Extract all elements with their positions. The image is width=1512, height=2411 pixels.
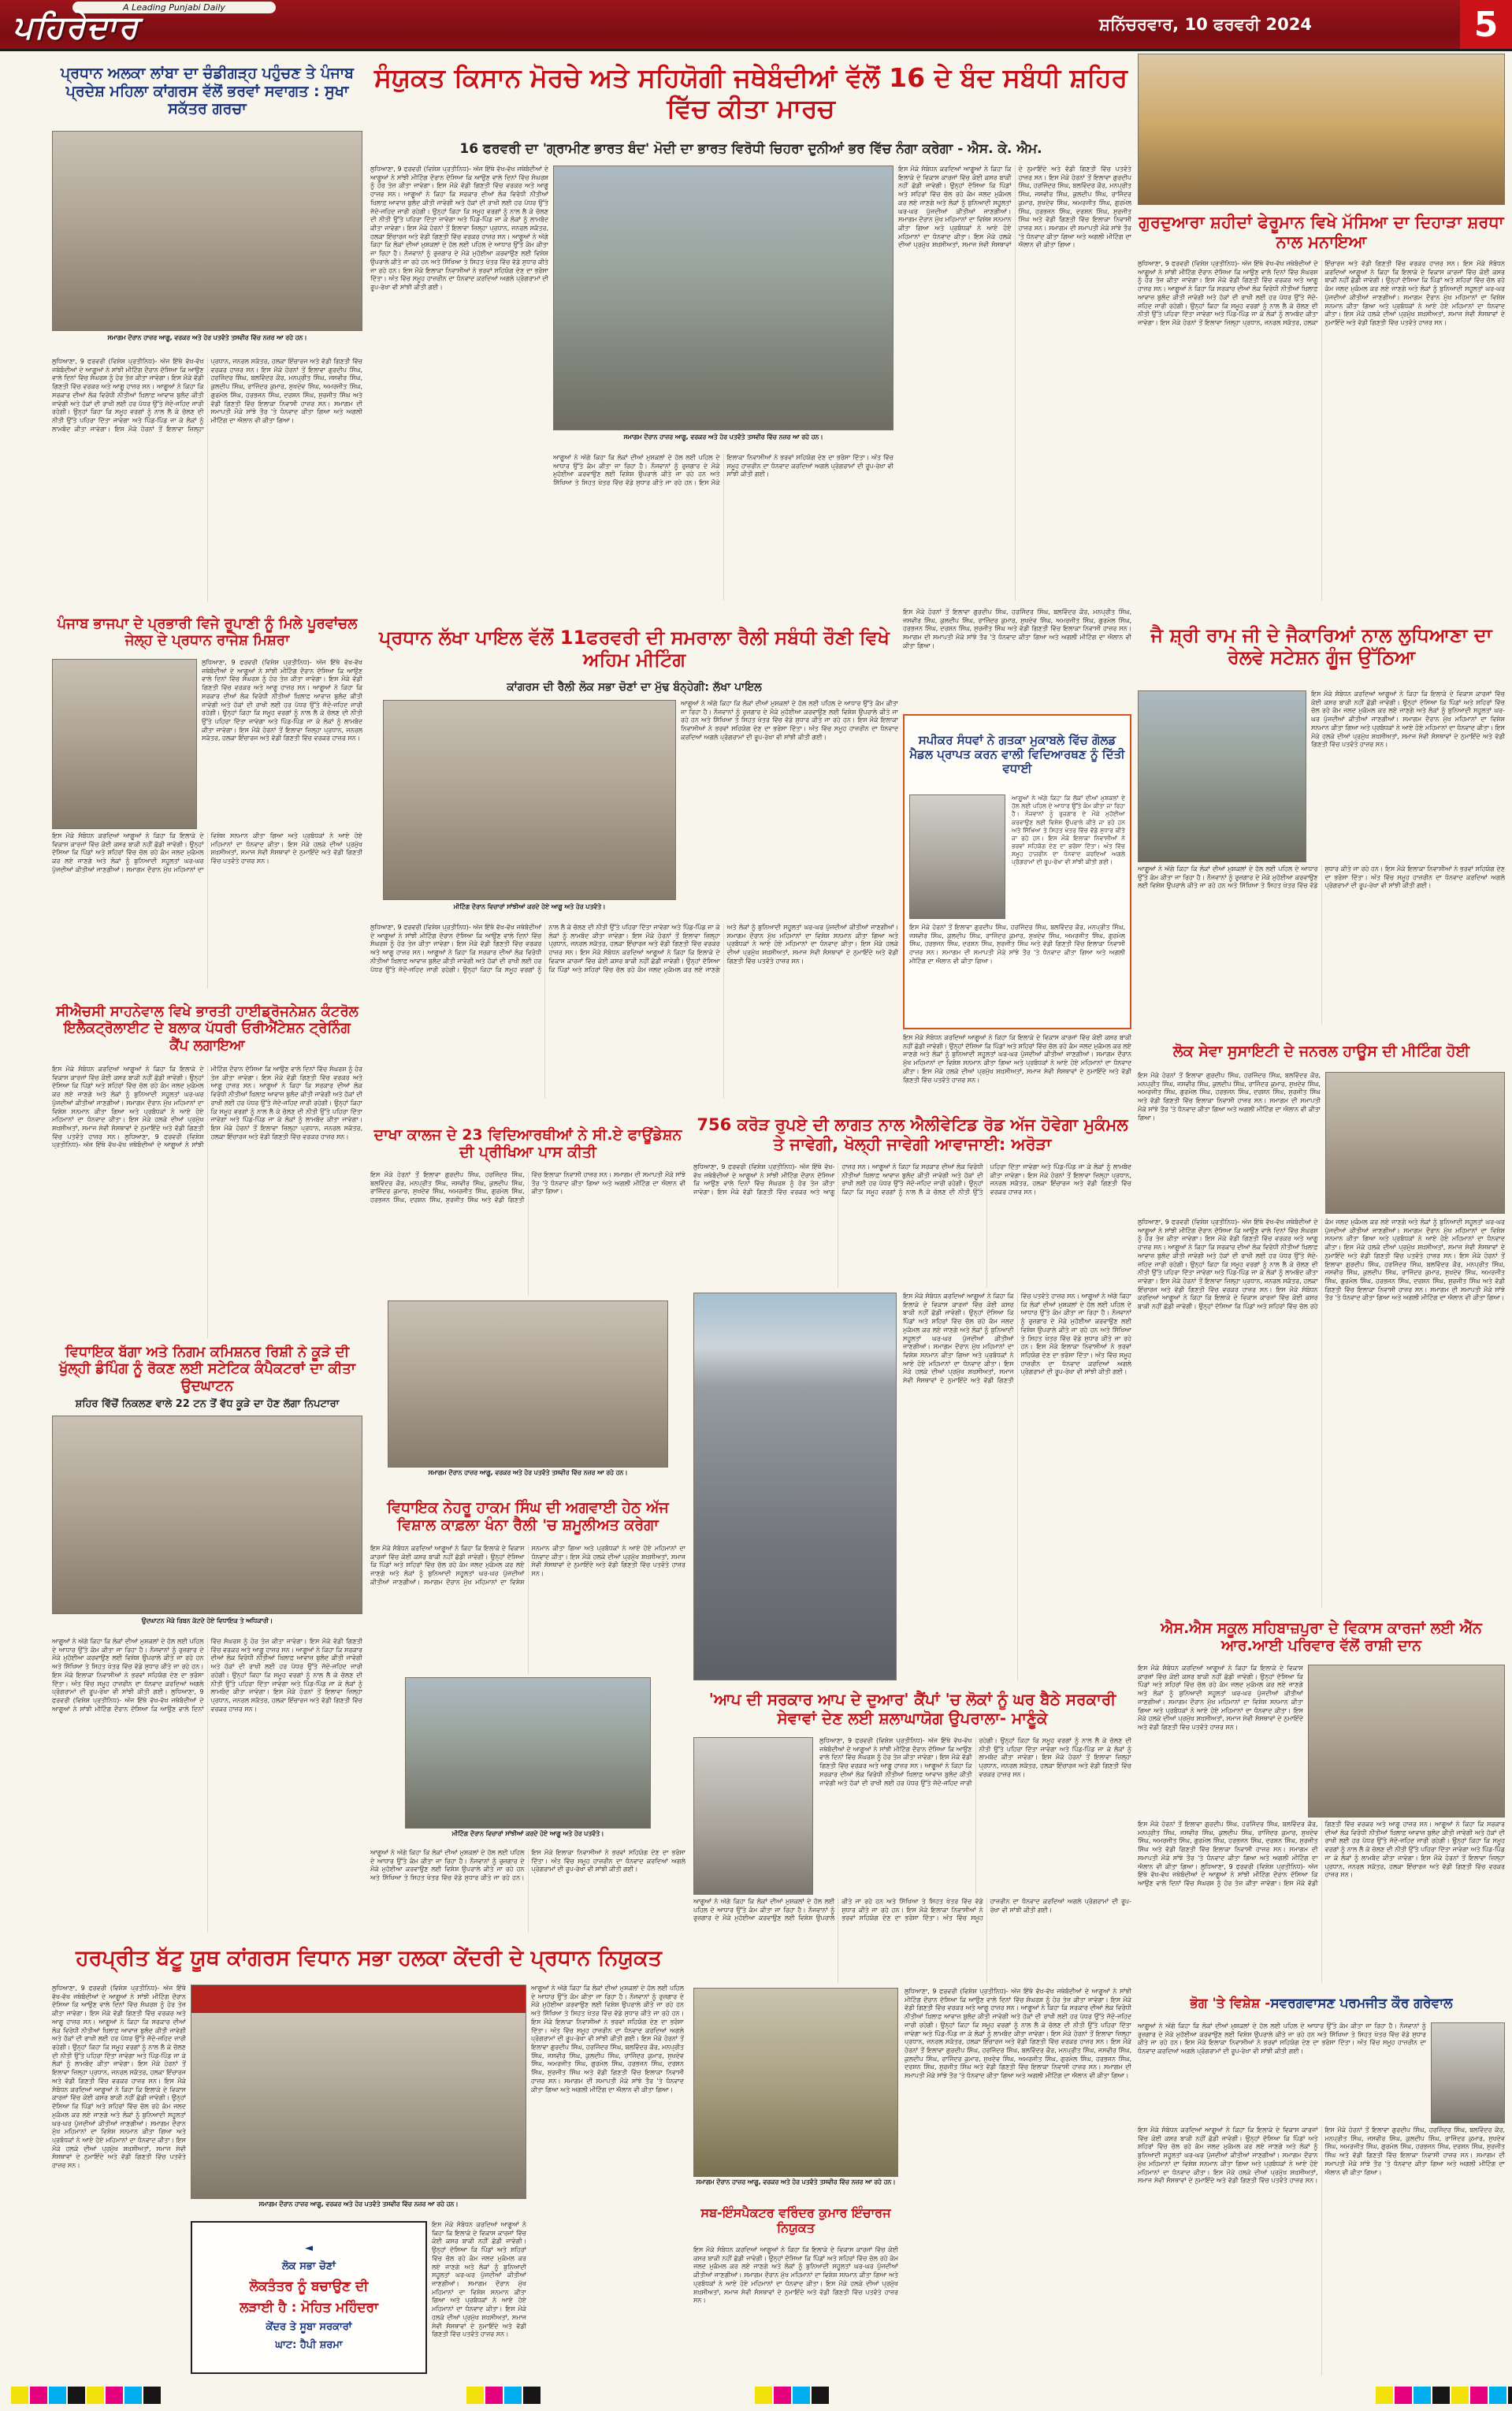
- news-photo: [909, 794, 1005, 919]
- news-photo: [553, 166, 893, 430]
- article-body: [370, 1171, 685, 1296]
- headline: ਦਾਖਾ ਕਾਲਜ ਦੇ 23 ਵਿਦਿਆਰਥੀਆਂ ਨੇ ਸੀ.ਏ ਫਾਊਂਡੇਸ਼ਨ ਦੀ ਪ੍ਰੀਖਿਆ ਪਾਸ ਕੀਤੀ: [373, 1126, 682, 1161]
- statement-line: ਲੜਾਈ ਹੈ : ਮੋਹਿਤ ਮਹਿੰਦਰਾ: [240, 2300, 378, 2316]
- article-body: [1138, 260, 1505, 601]
- body-text: ਇਸ ਮੌਕੇ ਸੰਬੋਧਨ ਕਰਦਿਆਂ ਆਗੂਆਂ ਨੇ ਕਿਹਾ ਕਿ ਇਲਾਕੇ ਦੇ ਵਿਕਾਸ ਕਾਰਜਾਂ ਵਿੱਚ ਕੋਈ ਕਸਰ ਬਾਕੀ ਨਹੀਂ ਛੱਡੀ ਜਾਵੇਗੀ। ਉਨ੍ਹਾਂ ਦੱਸਿਆ ਕਿ ਪਿੰਡਾਂ ਅਤੇ ਸ਼ਹਿਰਾਂ ਵਿੱਚ ਚੱਲ ਰਹੇ ਕੰਮ ਜਲਦ ਮੁਕੰਮਲ ਕਰ ਲਏ ਜਾਣਗੇ ਅਤੇ ਲੋਕਾਂ ਨੂੰ ਬੁਨਿਆਦੀ ਸਹੂਲਤਾਂ ਘਰ-ਘਰ ਪੁੱਜਦੀਆਂ ਕੀਤੀਆਂ ਜਾਣਗੀਆਂ। ਸਮਾਗਮ ਦੌਰਾਨ ਮੁੱਖ ਮਹਿਮਾਨਾਂ ਦਾ ਵਿਸ਼ੇਸ਼ ਸਨਮਾਨ ਕੀਤਾ ਗਿਆ ਅਤੇ ਪ੍ਰਬੰਧਕਾਂ ਨੇ ਆਏ ਹੋਏ ਮਹਿਮਾਨਾਂ ਦਾ ਧੰਨਵਾਦ ਕੀਤਾ। ਇਸ ਮੌਕੇ ਹਲਕੇ ਦੀਆਂ ਪ੍ਰਮੁੱਖ ਸ਼ਖ਼ਸੀਅਤਾਂ, ਸਮਾਜ ਸੇਵੀ ਸੰਸਥਾਵਾਂ ਦੇ ਨੁਮਾਇੰਦੇ ਅਤੇ ਵੱਡੀ ਗਿਣਤੀ ਵਿੱਚ ਪਤਵੰਤੇ ਹਾਜ਼ਰ ਸਨ।: [1138, 1219, 1505, 1311]
- article-body: [1138, 865, 1505, 1025]
- headline: ਵਿਧਾਇਕ ਨੇਹਰੂ ਹਾਕਮ ਸਿੰਘ ਦੀ ਅਗਵਾਈ ਹੇਠ ਅੱਜ ਵਿਸ਼ਾਲ ਕਾਫ਼ਲਾ ਖੰਨਾ ਰੈਲੀ 'ਚ ਸ਼ਮੂਲੀਅਤ ਕਰੇਗਾ: [387, 1498, 669, 1534]
- article-body: [903, 608, 1131, 709]
- body-text: ਇਸ ਮੌਕੇ ਹੋਰਨਾਂ ਤੋਂ ਇਲਾਵਾ ਗੁਰਦੀਪ ਸਿੰਘ, ਹਰਜਿੰਦਰ ਸਿੰਘ, ਬਲਵਿੰਦਰ ਕੌਰ, ਮਨਪ੍ਰੀਤ ਸਿੰਘ, ਜਸਵੀਰ ਸਿੰਘ, ਕੁਲਦੀਪ ਸਿੰਘ, ਰਾਜਿੰਦਰ ਕੁਮਾਰ, ਸੁਖਦੇਵ ਸਿੰਘ, ਅਮਰਜੀਤ ਸਿੰਘ, ਗੁਰਮੇਲ ਸਿੰਘ, ਹਰਭਜਨ ਸਿੰਘ, ਦਰਸ਼ਨ ਸਿੰਘ, ਸੁਰਜੀਤ ਸਿੰਘ ਅਤੇ ਵੱਡੀ ਗਿਣਤੀ ਵਿੱਚ ਇਲਾਕਾ ਨਿਵਾਸੀ ਹਾਜ਼ਰ ਸਨ। ਸਮਾਗਮ ਦੀ ਸਮਾਪਤੀ ਮੌਕੇ ਸਾਂਝੇ ਤੌਰ 'ਤੇ ਧੰਨਵਾਦ ਕੀਤਾ ਗਿਆ ਅਤੇ ਅਗਲੀ ਮੀਟਿੰਗ ਦਾ ਐਲਾਨ ਵੀ ਕੀਤਾ ਗਿਆ।: [1138, 1821, 1318, 1870]
- body-text: ਲੁਧਿਆਣਾ, 9 ਫਰਵਰੀ (ਵਿਸ਼ੇਸ਼ ਪ੍ਰਤੀਨਿਧ)- ਅੱਜ ਇੱਥੇ ਵੱਖ-ਵੱਖ ਜਥੇਬੰਦੀਆਂ ਦੇ ਆਗੂਆਂ ਨੇ ਸਾਂਝੀ ਮੀਟਿੰਗ ਦੌਰਾਨ ਦੱਸਿਆ ਕਿ ਆਉਣ ਵਾਲੇ ਦਿਨਾਂ ਵਿੱਚ ਸੰਘਰਸ਼ ਨੂੰ ਹੋਰ ਤੇਜ਼ ਕੀਤਾ ਜਾਵੇਗਾ। ਇਸ ਮੌਕੇ ਵੱਡੀ ਗਿਣਤੀ ਵਿੱਚ ਵਰਕਰ ਅਤੇ ਆਗੂ ਹਾਜ਼ਰ ਸਨ। ਆਗੂਆਂ ਨੇ ਕਿਹਾ ਕਿ ਸਰਕਾਰ ਦੀਆਂ ਲੋਕ ਵਿਰੋਧੀ ਨੀਤੀਆਂ ਖ਼ਿਲਾਫ਼ ਆਵਾਜ਼ ਬੁਲੰਦ ਕੀਤੀ ਜਾਵੇਗੀ ਅਤੇ ਹੱਕਾਂ ਦੀ ਰਾਖੀ ਲਈ ਹਰ ਪੱਧਰ ਉੱਤੇ ਜੱਦੋ-ਜਹਿਦ ਜਾਰੀ ਰਹੇਗੀ। ਉਨ੍ਹਾਂ ਕਿਹਾ ਕਿ ਸਮੂਹ ਵਰਗਾਂ ਨੂੰ ਨਾਲ ਲੈ ਕੇ ਚੱਲਣ ਦੀ ਨੀਤੀ ਉੱਤੇ ਪਹਿਰਾ ਦਿੱਤਾ ਜਾਵੇਗਾ ਅਤੇ ਪਿੰਡ-ਪਿੰਡ ਜਾ ਕੇ ਲੋਕਾਂ ਨੂੰ ਲਾਮਬੰਦ ਕੀਤਾ ਜਾਵੇਗਾ। ਇਸ ਮੌਕੇ ਹੋਰਨਾਂ ਤੋਂ ਇਲਾਵਾ ਜ਼ਿਲ੍ਹਾ ਪ੍ਰਧਾਨ, ਜਨਰਲ ਸਕੱਤਰ, ਹਲਕਾ ਇੰਚਾਰਜ ਅਤੇ ਵੱਡੀ ਗਿਣਤੀ ਵਿੱਚ ਵਰਕਰ ਹਾਜ਼ਰ ਸਨ।: [1138, 260, 1460, 327]
- news-photo: [52, 131, 362, 331]
- body-text: ਲੁਧਿਆਣਾ, 9 ਫਰਵਰੀ (ਵਿਸ਼ੇਸ਼ ਪ੍ਰਤੀਨਿਧ)- ਅੱਜ ਇੱਥੇ ਵੱਖ-ਵੱਖ ਜਥੇਬੰਦੀਆਂ ਦੇ ਆਗੂਆਂ ਨੇ ਸਾਂਝੀ ਮੀਟਿੰਗ ਦੌਰਾਨ ਦੱਸਿਆ ਕਿ ਆਉਣ ਵਾਲੇ ਦਿਨਾਂ ਵਿੱਚ ਸੰਘਰਸ਼ ਨੂੰ ਹੋਰ ਤੇਜ਼ ਕੀਤਾ ਜਾਵੇਗਾ। ਇਸ ਮੌਕੇ ਵੱਡੀ ਗਿਣਤੀ ਵਿੱਚ ਵਰਕਰ ਅਤੇ ਆਗੂ ਹਾਜ਼ਰ ਸਨ। ਆਗੂਆਂ ਨੇ ਕਿਹਾ ਕਿ ਸਰਕਾਰ ਦੀਆਂ ਲੋਕ ਵਿਰੋਧੀ ਨੀਤੀਆਂ ਖ਼ਿਲਾਫ਼ ਆਵਾਜ਼ ਬੁਲੰਦ ਕੀਤੀ ਜਾਵੇਗੀ ਅਤੇ ਹੱਕਾਂ ਦੀ ਰਾਖੀ ਲਈ ਹਰ ਪੱਧਰ ਉੱਤੇ ਜੱਦੋ-ਜਹਿਦ ਜਾਰੀ ਰਹੇਗੀ। ਉਨ੍ਹਾਂ ਕਿਹਾ ਕਿ ਸਮੂਹ ਵਰਗਾਂ ਨੂੰ ਨਾਲ ਲੈ ਕੇ ਚੱਲਣ ਦੀ ਨੀਤੀ ਉੱਤੇ ਪਹਿਰਾ ਦਿੱਤਾ ਜਾਵੇਗਾ ਅਤੇ ਪਿੰਡ-ਪਿੰਡ ਜਾ ਕੇ ਲੋਕਾਂ ਨੂੰ ਲਾਮਬੰਦ ਕੀਤਾ ਜਾਵੇਗਾ। ਇਸ ਮੌਕੇ ਹੋਰਨਾਂ ਤੋਂ ਇਲਾਵਾ ਜ਼ਿਲ੍ਹਾ ਪ੍ਰਧਾਨ, ਜਨਰਲ ਸਕੱਤਰ, ਹਲਕਾ ਇੰਚਾਰਜ ਅਤੇ ਵੱਡੀ ਗਿਣਤੀ ਵਿੱਚ ਵਰਕਰ ਹਾਜ਼ਰ ਸਨ।: [370, 924, 720, 973]
- body-text: ਇਸ ਮੌਕੇ ਸੰਬੋਧਨ ਕਰਦਿਆਂ ਆਗੂਆਂ ਨੇ ਕਿਹਾ ਕਿ ਇਲਾਕੇ ਦੇ ਵਿਕਾਸ ਕਾਰਜਾਂ ਵਿੱਚ ਕੋਈ ਕਸਰ ਬਾਕੀ ਨਹੀਂ ਛੱਡੀ ਜਾਵੇਗੀ। ਉਨ੍ਹਾਂ ਦੱਸਿਆ ਕਿ ਪਿੰਡਾਂ ਅਤੇ ਸ਼ਹਿਰਾਂ ਵਿੱਚ ਚੱਲ ਰਹੇ ਕੰਮ ਜਲਦ ਮੁਕੰਮਲ ਕਰ ਲਏ ਜਾਣਗੇ ਅਤੇ ਲੋਕਾਂ ਨੂੰ ਬੁਨਿਆਦੀ ਸਹੂਲਤਾਂ ਘਰ-ਘਰ ਪੁੱਜਦੀਆਂ ਕੀਤੀਆਂ ਜਾਣਗੀਆਂ। ਸਮਾਗਮ ਦੌਰਾਨ ਮੁੱਖ ਮਹਿਮਾਨਾਂ ਦਾ ਵਿਸ਼ੇਸ਼ ਸਨਮਾਨ ਕੀਤਾ ਗਿਆ ਅਤੇ ਪ੍ਰਬੰਧਕਾਂ ਨੇ ਆਏ ਹੋਏ ਮਹਿਮਾਨਾਂ ਦਾ ਧੰਨਵਾਦ ਕੀਤਾ। ਇਸ ਮੌਕੇ ਹਲਕੇ ਦੀਆਂ ਪ੍ਰਮੁੱਖ ਸ਼ਖ਼ਸੀਅਤਾਂ, ਸਮਾਜ ਸੇਵੀ ਸੰਸਥਾਵਾਂ ਦੇ ਨੁਮਾਇੰਦੇ ਅਤੇ ਵੱਡੀ ਗਿਣਤੀ ਵਿੱਚ ਪਤਵੰਤੇ ਹਾਜ਼ਰ ਸਨ।: [1138, 2126, 1318, 2185]
- color-swatch: [1395, 2387, 1412, 2404]
- page-number: 5: [1460, 0, 1512, 49]
- headline: ਐਸ.ਐਸ ਸਕੂਲ ਸਹਿਬਾਜ਼ਪੁਰਾ ਦੇ ਵਿਕਾਸ ਕਾਰਜਾਂ ਲਈ ਐੱਨ ਆਰ.ਆਈ ਪਰਿਵਾਰ ਵੱਲੋਂ ਰਾਸ਼ੀ ਦਾਨ: [1161, 1619, 1482, 1654]
- body-text: ਇਸ ਮੌਕੇ ਸੰਬੋਧਨ ਕਰਦਿਆਂ ਆਗੂਆਂ ਨੇ ਕਿਹਾ ਕਿ ਇਲਾਕੇ ਦੇ ਵਿਕਾਸ ਕਾਰਜਾਂ ਵਿੱਚ ਕੋਈ ਕਸਰ ਬਾਕੀ ਨਹੀਂ ਛੱਡੀ ਜਾਵੇਗੀ। ਉਨ੍ਹਾਂ ਦੱਸਿਆ ਕਿ ਪਿੰਡਾਂ ਅਤੇ ਸ਼ਹਿਰਾਂ ਵਿੱਚ ਚੱਲ ਰਹੇ ਕੰਮ ਜਲਦ ਮੁਕੰਮਲ ਕਰ ਲਏ ਜਾਣਗੇ ਅਤੇ ਲੋਕਾਂ ਨੂੰ ਬੁਨਿਆਦੀ ਸਹੂਲਤਾਂ ਘਰ-ਘਰ ਪੁੱਜਦੀਆਂ ਕੀਤੀਆਂ ਜਾਣਗੀਆਂ। ਸਮਾਗਮ ਦੌਰਾਨ ਮੁੱਖ ਮਹਿਮਾਨਾਂ ਦਾ ਵਿਸ਼ੇਸ਼ ਸਨਮਾਨ ਕੀਤਾ ਗਿਆ ਅਤੇ ਪ੍ਰਬੰਧਕਾਂ ਨੇ ਆਏ ਹੋਏ ਮਹਿਮਾਨਾਂ ਦਾ ਧੰਨਵਾਦ ਕੀਤਾ। ਇਸ ਮੌਕੇ ਹਲਕੇ ਦੀਆਂ ਪ੍ਰਮੁੱਖ ਸ਼ਖ਼ਸੀਅਤਾਂ, ਸਮਾਜ ਸੇਵੀ ਸੰਸਥਾਵਾਂ ਦੇ ਨੁਮਾਇੰਦੇ ਅਤੇ ਵੱਡੀ ਗਿਣਤੀ ਵਿੱਚ ਪਤਵੰਤੇ ਹਾਜ਼ਰ ਸਨ।: [903, 1293, 1079, 1385]
- news-photo: [52, 1416, 362, 1614]
- article-body: [52, 1638, 362, 1933]
- photo-caption: ਸਮਾਗਮ ਦੌਰਾਨ ਹਾਜ਼ਰ ਆਗੂ, ਵਰਕਰ ਅਤੇ ਹੋਰ ਪਤਵੰਤੇ ਤਸਵੀਰ ਵਿੱਚ ਨਜ਼ਰ ਆ ਰਹੇ ਹਨ।: [107, 334, 307, 341]
- body-text: ਇਸ ਮੌਕੇ ਹੋਰਨਾਂ ਤੋਂ ਇਲਾਵਾ ਗੁਰਦੀਪ ਸਿੰਘ, ਹਰਜਿੰਦਰ ਸਿੰਘ, ਬਲਵਿੰਦਰ ਕੌਰ, ਮਨਪ੍ਰੀਤ ਸਿੰਘ, ਜਸਵੀਰ ਸਿੰਘ, ਕੁਲਦੀਪ ਸਿੰਘ, ਰਾਜਿੰਦਰ ਕੁਮਾਰ, ਸੁਖਦੇਵ ਸਿੰਘ, ਅਮਰਜੀਤ ਸਿੰਘ, ਗੁਰਮੇਲ ਸਿੰਘ, ਹਰਭਜਨ ਸਿੰਘ, ਦਰਸ਼ਨ ਸਿੰਘ, ਸੁਰਜੀਤ ਸਿੰਘ ਅਤੇ ਵੱਡੀ ਗਿਣਤੀ ਵਿੱਚ ਇਲਾਕਾ ਨਿਵਾਸੀ ਹਾਜ਼ਰ ਸਨ। ਸਮਾਗਮ ਦੀ ਸਮਾਪਤੀ ਮੌਕੇ ਸਾਂਝੇ ਤੌਰ 'ਤੇ ਧੰਨਵਾਦ ਕੀਤਾ ਗਿਆ ਅਤੇ ਅਗਲੀ ਮੀਟਿੰਗ ਦਾ ਐਲਾਨ ਵੀ ਕੀਤਾ ਗਿਆ।: [531, 2035, 684, 2093]
- body-text: ਲੁਧਿਆਣਾ, 9 ਫਰਵਰੀ (ਵਿਸ਼ੇਸ਼ ਪ੍ਰਤੀਨਿਧ)- ਅੱਜ ਇੱਥੇ ਵੱਖ-ਵੱਖ ਜਥੇਬੰਦੀਆਂ ਦੇ ਆਗੂਆਂ ਨੇ ਸਾਂਝੀ ਮੀਟਿੰਗ ਦੌਰਾਨ ਦੱਸਿਆ ਕਿ ਆਉਣ ਵਾਲੇ ਦਿਨਾਂ ਵਿੱਚ ਸੰਘਰਸ਼ ਨੂੰ ਹੋਰ ਤੇਜ਼ ਕੀਤਾ ਜਾਵੇਗਾ। ਇਸ ਮੌਕੇ ਵੱਡੀ ਗਿਣਤੀ ਵਿੱਚ ਵਰਕਰ ਅਤੇ ਆਗੂ ਹਾਜ਼ਰ ਸਨ। ਆਗੂਆਂ ਨੇ ਕਿਹਾ ਕਿ ਸਰਕਾਰ ਦੀਆਂ ਲੋਕ ਵਿਰੋਧੀ ਨੀਤੀਆਂ ਖ਼ਿਲਾਫ਼ ਆਵਾਜ਼ ਬੁਲੰਦ ਕੀਤੀ ਜਾਵੇਗੀ ਅਤੇ ਹੱਕਾਂ ਦੀ ਰਾਖੀ ਲਈ ਹਰ ਪੱਧਰ ਉੱਤੇ ਜੱਦੋ-ਜਹਿਦ ਜਾਰੀ ਰਹੇਗੀ। ਉਨ੍ਹਾਂ ਕਿਹਾ ਕਿ ਸਮੂਹ ਵਰਗਾਂ ਨੂੰ ਨਾਲ ਲੈ ਕੇ ਚੱਲਣ ਦੀ ਨੀਤੀ ਉੱਤੇ ਪਹਿਰਾ ਦਿੱਤਾ ਜਾਵੇਗਾ ਅਤੇ ਪਿੰਡ-ਪਿੰਡ ਜਾ ਕੇ ਲੋਕਾਂ ਨੂੰ ਲਾਮਬੰਦ ਕੀਤਾ ਜਾਵੇਗਾ। ਇਸ ਮੌਕੇ ਹੋਰਨਾਂ ਤੋਂ ਇਲਾਵਾ ਜ਼ਿਲ੍ਹਾ ਪ੍ਰਧਾਨ, ਜਨਰਲ ਸਕੱਤਰ, ਹਲਕਾ ਇੰਚਾਰਜ ਅਤੇ ਵੱਡੀ ਗਿਣਤੀ ਵਿੱਚ ਵਰਕਰ ਹਾਜ਼ਰ ਸਨ।: [1138, 1821, 1505, 1888]
- article-body: [1138, 1821, 1505, 1983]
- article-body: [1012, 794, 1125, 919]
- article-body: [1138, 2022, 1426, 2123]
- photo-caption: ਮੀਟਿੰਗ ਦੌਰਾਨ ਵਿਚਾਰਾਂ ਸਾਂਝੀਆਂ ਕਰਦੇ ਹੋਏ ਆਗੂ ਅਤੇ ਹੋਰ ਪਤਵੰਤੇ।: [453, 903, 606, 910]
- headline: 756 ਕਰੋੜ ਰੁਪਏ ਦੀ ਲਾਗਤ ਨਾਲ ਐਲੀਵੇਟਿਡ ਰੋਡ ਅੱਜ ਹੋਵੇਗਾ ਮੁਕੰਮਲ ਤੇ ਜਾਵੇਗੀ, ਖੋਲ੍ਹੀ ਜਾਵੇਗੀ ਆਵਾਜਾਈ: ਅਰੋੜਾ: [697, 1115, 1128, 1154]
- headline: ਹਰਪ੍ਰੀਤ ਬੱਟੂ ਯੂਥ ਕਾਂਗਰਸ ਵਿਧਾਨ ਸਭਾ ਹਲਕਾ ਕੇਂਦਰੀ ਦੇ ਪ੍ਰਧਾਨ ਨਿਯੁਕਤ: [76, 1946, 662, 1971]
- color-swatch: [1451, 2387, 1469, 2404]
- headline: ਸੰਯੁਕਤ ਕਿਸਾਨ ਮੋਰਚੇ ਅਤੇ ਸਹਿਯੋਗੀ ਜਥੇਬੰਦੀਆਂ ਵੱਲੋਂ 16 ਦੇ ਬੰਦ ਸਬੰਧੀ ਸ਼ਹਿਰ ਵਿੱਚ ਕੀਤਾ ਮਾਰਚ: [374, 62, 1127, 124]
- color-swatch: [755, 2387, 772, 2404]
- headline: 'ਆਪ ਦੀ ਸਰਕਾਰ ਆਪ ਦੇ ਦੁਆਰ' ਕੈਂਪਾਂ 'ਚ ਲੋਕਾਂ ਨੂੰ ਘਰ ਬੈਠੇ ਸਰਕਾਰੀ ਸੇਵਾਵਾਂ ਦੇਣ ਲਈ ਸ਼ਲਾਘਾਯੋਗ ਉਪਰਾਲਾ- ਮਾਣੂੰਕੇ: [708, 1690, 1116, 1728]
- color-swatch: [87, 2387, 104, 2404]
- subheadline: ਸ਼ਹਿਰ ਵਿੱਚੋਂ ਨਿਕਲਣ ਵਾਲੇ 22 ਟਨ ਤੋਂ ਵੱਧ ਕੂੜੇ ਦਾ ਹੋਣ ਲੱਗਾ ਨਿਪਟਾਰਾ: [75, 1397, 340, 1410]
- article-body: [903, 1293, 1131, 1680]
- article-body: [553, 454, 893, 601]
- headline: ਸਬ-ਇੰਸਪੈਕਟਰ ਵਰਿੰਦਰ ਕੁਮਾਰ ਇੰਚਾਰਜ ਨਿਯੁਕਤ: [700, 2205, 891, 2235]
- subheadline: ਕਾਂਗਰਸ ਦੀ ਰੈਲੀ ਲੋਕ ਸਭਾ ਚੋਣਾਂ ਦਾ ਮੁੱਢ ਬੰਨ੍ਹੇਗੀ: ਲੱਖਾ ਪਾਇਲ: [507, 681, 762, 694]
- body-text: ਇਸ ਮੌਕੇ ਸੰਬੋਧਨ ਕਰਦਿਆਂ ਆਗੂਆਂ ਨੇ ਕਿਹਾ ਕਿ ਇਲਾਕੇ ਦੇ ਵਿਕਾਸ ਕਾਰਜਾਂ ਵਿੱਚ ਕੋਈ ਕਸਰ ਬਾਕੀ ਨਹੀਂ ਛੱਡੀ ਜਾਵੇਗੀ। ਉਨ੍ਹਾਂ ਦੱਸਿਆ ਕਿ ਪਿੰਡਾਂ ਅਤੇ ਸ਼ਹਿਰਾਂ ਵਿੱਚ ਚੱਲ ਰਹੇ ਕੰਮ ਜਲਦ ਮੁਕੰਮਲ ਕਰ ਲਏ ਜਾਣਗੇ ਅਤੇ ਲੋਕਾਂ ਨੂੰ ਬੁਨਿਆਦੀ ਸਹੂਲਤਾਂ ਘਰ-ਘਰ ਪੁੱਜਦੀਆਂ ਕੀਤੀਆਂ ਜਾਣਗੀਆਂ। ਸਮਾਗਮ ਦੌਰਾਨ ਮੁੱਖ ਮਹਿਮਾਨਾਂ ਦਾ ਵਿਸ਼ੇਸ਼ ਸਨਮਾਨ ਕੀਤਾ ਗਿਆ ਅਤੇ ਪ੍ਰਬੰਧਕਾਂ ਨੇ ਆਏ ਹੋਏ ਮਹਿਮਾਨਾਂ ਦਾ ਧੰਨਵਾਦ ਕੀਤਾ। ਇਸ ਮੌਕੇ ਹਲਕੇ ਦੀਆਂ ਪ੍ਰਮੁੱਖ ਸ਼ਖ਼ਸੀਅਤਾਂ, ਸਮਾਜ ਸੇਵੀ ਸੰਸਥਾਵਾਂ ਦੇ ਨੁਮਾਇੰਦੇ ਅਤੇ ਵੱਡੀ ਗਿਣਤੀ ਵਿੱਚ ਪਤਵੰਤੇ ਹਾਜ਼ਰ ਸਨ।: [1138, 1665, 1303, 1732]
- photo-caption: ਸਮਾਗਮ ਦੌਰਾਨ ਹਾਜ਼ਰ ਆਗੂ, ਵਰਕਰ ਅਤੇ ਹੋਰ ਪਤਵੰਤੇ ਤਸਵੀਰ ਵਿੱਚ ਨਜ਼ਰ ਆ ਰਹੇ ਹਨ।: [696, 2178, 896, 2186]
- headline: ਪ੍ਰਧਾਨ ਲੱਖਾ ਪਾਇਲ ਵੱਲੋਂ 11ਫਰਵਰੀ ਦੀ ਸਮਰਾਲਾ ਰੈਲੀ ਸਬੰਧੀ ਰੌਣੀ ਵਿਖੇ ਅਹਿਮ ਮੀਟਿੰਗ: [379, 626, 890, 671]
- article-body: [52, 832, 362, 988]
- body-text: ਆਗੂਆਂ ਨੇ ਅੱਗੇ ਕਿਹਾ ਕਿ ਲੋਕਾਂ ਦੀਆਂ ਮੁਸ਼ਕਲਾਂ ਦੇ ਹੱਲ ਲਈ ਪਹਿਲ ਦੇ ਆਧਾਰ ਉੱਤੇ ਕੰਮ ਕੀਤਾ ਜਾ ਰਿਹਾ ਹੈ। ਨੌਜਵਾਨਾਂ ਨੂੰ ਰੁਜ਼ਗਾਰ ਦੇ ਮੌਕੇ ਮੁਹੱਈਆ ਕਰਵਾਉਣ ਲਈ ਵਿਸ਼ੇਸ਼ ਉਪਰਾਲੇ ਕੀਤੇ ਜਾ ਰਹੇ ਹਨ ਅਤੇ ਸਿੱਖਿਆ ਤੇ ਸਿਹਤ ਖੇਤਰ ਵਿੱਚ ਵੱਡੇ ਸੁਧਾਰ ਕੀਤੇ ਜਾ ਰਹੇ ਹਨ। ਇਸ ਮੌਕੇ ਇਲਾਕਾ ਨਿਵਾਸੀਆਂ ਨੇ ਭਰਵਾਂ ਸਹਿਯੋਗ ਦੇਣ ਦਾ ਭਰੋਸਾ ਦਿੱਤਾ। ਅੰਤ ਵਿੱਚ ਸਮੂਹ ਹਾਜ਼ਰੀਨ ਦਾ ਧੰਨਵਾਦ ਕਰਦਿਆਂ ਅਗਲੇ ਪ੍ਰੋਗਰਾਮਾਂ ਦੀ ਰੂਪ-ਰੇਖਾ ਵੀ ਸਾਂਝੀ ਕੀਤੀ ਗਈ।: [370, 1849, 685, 1882]
- article-body: [531, 1985, 684, 2374]
- news-photo: [191, 1985, 526, 2199]
- color-swatch: [523, 2387, 541, 2404]
- body-text: ਲੁਧਿਆਣਾ, 9 ਫਰਵਰੀ (ਵਿਸ਼ੇਸ਼ ਪ੍ਰਤੀਨਿਧ)- ਅੱਜ ਇੱਥੇ ਵੱਖ-ਵੱਖ ਜਥੇਬੰਦੀਆਂ ਦੇ ਆਗੂਆਂ ਨੇ ਸਾਂਝੀ ਮੀਟਿੰਗ ਦੌਰਾਨ ਦੱਸਿਆ ਕਿ ਆਉਣ ਵਾਲੇ ਦਿਨਾਂ ਵਿੱਚ ਸੰਘਰਸ਼ ਨੂੰ ਹੋਰ ਤੇਜ਼ ਕੀਤਾ ਜਾਵੇਗਾ। ਇਸ ਮੌਕੇ ਵੱਡੀ ਗਿਣਤੀ ਵਿੱਚ ਵਰਕਰ ਅਤੇ ਆਗੂ ਹਾਜ਼ਰ ਸਨ। ਆਗੂਆਂ ਨੇ ਕਿਹਾ ਕਿ ਸਰਕਾਰ ਦੀਆਂ ਲੋਕ ਵਿਰੋਧੀ ਨੀਤੀਆਂ ਖ਼ਿਲਾਫ਼ ਆਵਾਜ਼ ਬੁਲੰਦ ਕੀਤੀ ਜਾਵੇਗੀ ਅਤੇ ਹੱਕਾਂ ਦੀ ਰਾਖੀ ਲਈ ਹਰ ਪੱਧਰ ਉੱਤੇ ਜੱਦੋ-ਜਹਿਦ ਜਾਰੀ ਰਹੇਗੀ। ਉਨ੍ਹਾਂ ਕਿਹਾ ਕਿ ਸਮੂਹ ਵਰਗਾਂ ਨੂੰ ਨਾਲ ਲੈ ਕੇ ਚੱਲਣ ਦੀ ਨੀਤੀ ਉੱਤੇ ਪਹਿਰਾ ਦਿੱਤਾ ਜਾਵੇਗਾ ਅਤੇ ਪਿੰਡ-ਪਿੰਡ ਜਾ ਕੇ ਲੋਕਾਂ ਨੂੰ ਲਾਮਬੰਦ ਕੀਤਾ ਜਾਵੇਗਾ। ਇਸ ਮੌਕੇ ਹੋਰਨਾਂ ਤੋਂ ਇਲਾਵਾ ਜ਼ਿਲ੍ਹਾ ਪ੍ਰਧਾਨ, ਜਨਰਲ ਸਕੱਤਰ, ਹਲਕਾ ਇੰਚਾਰਜ ਅਤੇ ਵੱਡੀ ਗਿਣਤੀ ਵਿੱਚ ਵਰਕਰ ਹਾਜ਼ਰ ਸਨ।: [202, 659, 362, 742]
- article-body: [370, 1849, 685, 1933]
- news-photo: [1138, 690, 1306, 862]
- statement-line: ਲੋਕਤੰਤਰ ਨੂੰ ਬਚਾਉਣ ਦੀ: [249, 2278, 369, 2294]
- headline: ਲੋਕ ਸੇਵਾ ਸੁਸਾਇਟੀ ਦੇ ਜਨਰਲ ਹਾਊਸ ਦੀ ਮੀਟਿੰਗ ਹੋਈ: [1172, 1042, 1470, 1060]
- news-photo: [1138, 54, 1505, 205]
- body-text: ਆਗੂਆਂ ਨੇ ਅੱਗੇ ਕਿਹਾ ਕਿ ਲੋਕਾਂ ਦੀਆਂ ਮੁਸ਼ਕਲਾਂ ਦੇ ਹੱਲ ਲਈ ਪਹਿਲ ਦੇ ਆਧਾਰ ਉੱਤੇ ਕੰਮ ਕੀਤਾ ਜਾ ਰਿਹਾ ਹੈ। ਨੌਜਵਾਨਾਂ ਨੂੰ ਰੁਜ਼ਗਾਰ ਦੇ ਮੌਕੇ ਮੁਹੱਈਆ ਕਰਵਾਉਣ ਲਈ ਵਿਸ਼ੇਸ਼ ਉਪਰਾਲੇ ਕੀਤੇ ਜਾ ਰਹੇ ਹਨ ਅਤੇ ਸਿੱਖਿਆ ਤੇ ਸਿਹਤ ਖੇਤਰ ਵਿੱਚ ਵੱਡੇ ਸੁਧਾਰ ਕੀਤੇ ਜਾ ਰਹੇ ਹਨ। ਇਸ ਮੌਕੇ ਇਲਾਕਾ ਨਿਵਾਸੀਆਂ ਨੇ ਭਰਵਾਂ ਸਹਿਯੋਗ ਦੇਣ ਦਾ ਭਰੋਸਾ ਦਿੱਤਾ। ਅੰਤ ਵਿੱਚ ਸਮੂਹ ਹਾਜ਼ਰੀਨ ਦਾ ਧੰਨਵਾਦ ਕਰਦਿਆਂ ਅਗਲੇ ਪ੍ਰੋਗਰਾਮਾਂ ਦੀ ਰੂਪ-ਰੇਖਾ ਵੀ ਸਾਂਝੀ ਕੀਤੀ ਗਈ।: [1138, 865, 1505, 890]
- body-text: ਇਸ ਮੌਕੇ ਹੋਰਨਾਂ ਤੋਂ ਇਲਾਵਾ ਗੁਰਦੀਪ ਸਿੰਘ, ਹਰਜਿੰਦਰ ਸਿੰਘ, ਬਲਵਿੰਦਰ ਕੌਰ, ਮਨਪ੍ਰੀਤ ਸਿੰਘ, ਜਸਵੀਰ ਸਿੰਘ, ਕੁਲਦੀਪ ਸਿੰਘ, ਰਾਜਿੰਦਰ ਕੁਮਾਰ, ਸੁਖਦੇਵ ਸਿੰਘ, ਅਮਰਜੀਤ ਸਿੰਘ, ਗੁਰਮੇਲ ਸਿੰਘ, ਹਰਭਜਨ ਸਿੰਘ, ਦਰਸ਼ਨ ਸਿੰਘ, ਸੁਰਜੀਤ ਸਿੰਘ ਅਤੇ ਵੱਡੀ ਗਿਣਤੀ ਵਿੱਚ ਇਲਾਕਾ ਨਿਵਾਸੀ ਹਾਜ਼ਰ ਸਨ। ਸਮਾਗਮ ਦੀ ਸਮਾਪਤੀ ਮੌਕੇ ਸਾਂਝੇ ਤੌਰ 'ਤੇ ਧੰਨਵਾਦ ਕੀਤਾ ਗਿਆ ਅਤੇ ਅਗਲੀ ਮੀਟਿੰਗ ਦਾ ਐਲਾਨ ਵੀ ਕੀਤਾ ਗਿਆ।: [370, 1171, 685, 1204]
- newspaper-logo: ਪਹਿਰੇਦਾਰ: [13, 9, 139, 46]
- body-text: ਇਸ ਮੌਕੇ ਹੋਰਨਾਂ ਤੋਂ ਇਲਾਵਾ ਗੁਰਦੀਪ ਸਿੰਘ, ਹਰਜਿੰਦਰ ਸਿੰਘ, ਬਲਵਿੰਦਰ ਕੌਰ, ਮਨਪ੍ਰੀਤ ਸਿੰਘ, ਜਸਵੀਰ ਸਿੰਘ, ਕੁਲਦੀਪ ਸਿੰਘ, ਰਾਜਿੰਦਰ ਕੁਮਾਰ, ਸੁਖਦੇਵ ਸਿੰਘ, ਅਮਰਜੀਤ ਸਿੰਘ, ਗੁਰਮੇਲ ਸਿੰਘ, ਹਰਭਜਨ ਸਿੰਘ, ਦਰਸ਼ਨ ਸਿੰਘ, ਸੁਰਜੀਤ ਸਿੰਘ ਅਤੇ ਵੱਡੀ ਗਿਣਤੀ ਵਿੱਚ ਇਲਾਕਾ ਨਿਵਾਸੀ ਹਾਜ਼ਰ ਸਨ। ਸਮਾਗਮ ਦੀ ਸਮਾਪਤੀ ਮੌਕੇ ਸਾਂਝੇ ਤੌਰ 'ਤੇ ਧੰਨਵਾਦ ਕੀਤਾ ਗਿਆ ਅਤੇ ਅਗਲੀ ਮੀਟਿੰਗ ਦਾ ਐਲਾਨ ਵੀ ਕੀਤਾ ਗਿਆ।: [909, 924, 1125, 965]
- article-body: [1138, 1072, 1321, 1214]
- body-text: ਆਗੂਆਂ ਨੇ ਅੱਗੇ ਕਿਹਾ ਕਿ ਲੋਕਾਂ ਦੀਆਂ ਮੁਸ਼ਕਲਾਂ ਦੇ ਹੱਲ ਲਈ ਪਹਿਲ ਦੇ ਆਧਾਰ ਉੱਤੇ ਕੰਮ ਕੀਤਾ ਜਾ ਰਿਹਾ ਹੈ। ਨੌਜਵਾਨਾਂ ਨੂੰ ਰੁਜ਼ਗਾਰ ਦੇ ਮੌਕੇ ਮੁਹੱਈਆ ਕਰਵਾਉਣ ਲਈ ਵਿਸ਼ੇਸ਼ ਉਪਰਾਲੇ ਕੀਤੇ ਜਾ ਰਹੇ ਹਨ ਅਤੇ ਸਿੱਖਿਆ ਤੇ ਸਿਹਤ ਖੇਤਰ ਵਿੱਚ ਵੱਡੇ ਸੁਧਾਰ ਕੀਤੇ ਜਾ ਰਹੇ ਹਨ। ਇਸ ਮੌਕੇ ਇਲਾਕਾ ਨਿਵਾਸੀਆਂ ਨੇ ਭਰਵਾਂ ਸਹਿਯੋਗ ਦੇਣ ਦਾ ਭਰੋਸਾ ਦਿੱਤਾ। ਅੰਤ ਵਿੱਚ ਸਮੂਹ ਹਾਜ਼ਰੀਨ ਦਾ ਧੰਨਵਾਦ ਕਰਦਿਆਂ ਅਗਲੇ ਪ੍ਰੋਗਰਾਮਾਂ ਦੀ ਰੂਪ-ਰੇਖਾ ਵੀ ਸਾਂਝੀ ਕੀਤੀ ਗਈ।: [52, 1638, 204, 1696]
- body-text: ਇਸ ਮੌਕੇ ਹੋਰਨਾਂ ਤੋਂ ਇਲਾਵਾ ਗੁਰਦੀਪ ਸਿੰਘ, ਹਰਜਿੰਦਰ ਸਿੰਘ, ਬਲਵਿੰਦਰ ਕੌਰ, ਮਨਪ੍ਰੀਤ ਸਿੰਘ, ਜਸਵੀਰ ਸਿੰਘ, ਕੁਲਦੀਪ ਸਿੰਘ, ਰਾਜਿੰਦਰ ਕੁਮਾਰ, ਸੁਖਦੇਵ ਸਿੰਘ, ਅਮਰਜੀਤ ਸਿੰਘ, ਗੁਰਮੇਲ ਸਿੰਘ, ਹਰਭਜਨ ਸਿੰਘ, ਦਰਸ਼ਨ ਸਿੰਘ, ਸੁਰਜੀਤ ਸਿੰਘ ਅਤੇ ਵੱਡੀ ਗਿਣਤੀ ਵਿੱਚ ਇਲਾਕਾ ਨਿਵਾਸੀ ਹਾਜ਼ਰ ਸਨ। ਸਮਾਗਮ ਦੀ ਸਮਾਪਤੀ ਮੌਕੇ ਸਾਂਝੇ ਤੌਰ 'ਤੇ ਧੰਨਵਾਦ ਕੀਤਾ ਗਿਆ ਅਤੇ ਅਗਲੀ ਮੀਟਿੰਗ ਦਾ ਐਲਾਨ ਵੀ ਕੀਤਾ ਗਿਆ।: [210, 366, 362, 425]
- article-body: [370, 924, 898, 1099]
- color-swatch: [1508, 2387, 1512, 2404]
- headline: ਪੰਜਾਬ ਭਾਜਪਾ ਦੇ ਪ੍ਰਭਾਰੀ ਵਿਜੇ ਰੂਪਾਣੀ ਨੂੰ ਮਿਲੇ ਪੂਰਵਾਂਚਲ ਜੇਲ੍ਹ ਦੇ ਪ੍ਰਧਾਨ ਰਾਜੇਸ਼ ਮਿਸ਼ਰਾ: [57, 615, 358, 649]
- color-swatch: [1489, 2387, 1506, 2404]
- color-swatch: [1414, 2387, 1431, 2404]
- news-photo: [383, 700, 676, 900]
- photo-caption: ਉਦਘਾਟਨ ਮੌਕੇ ਰਿਬਨ ਕੱਟਦੇ ਹੋਏ ਵਿਧਾਇਕ ਤੇ ਅਧਿਕਾਰੀ।: [141, 1617, 273, 1624]
- color-swatch: [1376, 2387, 1393, 2404]
- article-body: [693, 1163, 1131, 1288]
- article-body: [898, 166, 1131, 601]
- article-body: [370, 1545, 685, 1674]
- body-text: ਇਸ ਮੌਕੇ ਹੋਰਨਾਂ ਤੋਂ ਇਲਾਵਾ ਗੁਰਦੀਪ ਸਿੰਘ, ਹਰਜਿੰਦਰ ਸਿੰਘ, ਬਲਵਿੰਦਰ ਕੌਰ, ਮਨਪ੍ਰੀਤ ਸਿੰਘ, ਜਸਵੀਰ ਸਿੰਘ, ਕੁਲਦੀਪ ਸਿੰਘ, ਰਾਜਿੰਦਰ ਕੁਮਾਰ, ਸੁਖਦੇਵ ਸਿੰਘ, ਅਮਰਜੀਤ ਸਿੰਘ, ਗੁਰਮੇਲ ਸਿੰਘ, ਹਰਭਜਨ ਸਿੰਘ, ਦਰਸ਼ਨ ਸਿੰਘ, ਸੁਰਜੀਤ ਸਿੰਘ ਅਤੇ ਵੱਡੀ ਗਿਣਤੀ ਵਿੱਚ ਇਲਾਕਾ ਨਿਵਾਸੀ ਹਾਜ਼ਰ ਸਨ। ਸਮਾਗਮ ਦੀ ਸਮਾਪਤੀ ਮੌਕੇ ਸਾਂਝੇ ਤੌਰ 'ਤੇ ਧੰਨਵਾਦ ਕੀਤਾ ਗਿਆ ਅਤੇ ਅਗਲੀ ਮੀਟਿੰਗ ਦਾ ਐਲਾਨ ਵੀ ਕੀਤਾ ਗਿਆ।: [903, 608, 1131, 649]
- headline: ਗੁਰਦੁਆਰਾ ਸ਼ਹੀਦਾਂ ਫੇਰੂਮਾਨ ਵਿਖੇ ਮੱਸਿਆ ਦਾ ਦਿਹਾੜਾ ਸ਼ਰਧਾ ਨਾਲ ਮਨਾਇਆ: [1139, 213, 1504, 251]
- body-text: ਇਸ ਮੌਕੇ ਹੋਰਨਾਂ ਤੋਂ ਇਲਾਵਾ ਗੁਰਦੀਪ ਸਿੰਘ, ਹਰਜਿੰਦਰ ਸਿੰਘ, ਬਲਵਿੰਦਰ ਕੌਰ, ਮਨਪ੍ਰੀਤ ਸਿੰਘ, ਜਸਵੀਰ ਸਿੰਘ, ਕੁਲਦੀਪ ਸਿੰਘ, ਰਾਜਿੰਦਰ ਕੁਮਾਰ, ਸੁਖਦੇਵ ਸਿੰਘ, ਅਮਰਜੀਤ ਸਿੰਘ, ਗੁਰਮੇਲ ਸਿੰਘ, ਹਰਭਜਨ ਸਿੰਘ, ਦਰਸ਼ਨ ਸਿੰਘ, ਸੁਰਜੀਤ ਸਿੰਘ ਅਤੇ ਵੱਡੀ ਗਿਣਤੀ ਵਿੱਚ ਇਲਾਕਾ ਨਿਵਾਸੀ ਹਾਜ਼ਰ ਸਨ। ਸਮਾਗਮ ਦੀ ਸਮਾਪਤੀ ਮੌਕੇ ਸਾਂਝੇ ਤੌਰ 'ਤੇ ਧੰਨਵਾਦ ਕੀਤਾ ਗਿਆ ਅਤੇ ਅਗਲੀ ਮੀਟਿੰਗ ਦਾ ਐਲਾਨ ਵੀ ਕੀਤਾ ਗਿਆ।: [1324, 2126, 1505, 2176]
- article-body: [1311, 690, 1505, 862]
- article-body: [819, 1737, 1131, 1895]
- article-body: [905, 1988, 1131, 2376]
- photo-caption: ਸਮਾਗਮ ਦੌਰਾਨ ਹਾਜ਼ਰ ਆਗੂ, ਵਰਕਰ ਅਤੇ ਹੋਰ ਪਤਵੰਤੇ ਤਸਵੀਰ ਵਿੱਚ ਨਜ਼ਰ ਆ ਰਹੇ ਹਨ।: [623, 433, 823, 441]
- color-swatch: [793, 2387, 810, 2404]
- article-body: [52, 1066, 362, 1338]
- article-body: [909, 924, 1125, 1023]
- color-swatch: [485, 2387, 503, 2404]
- body-text: ਇਸ ਮੌਕੇ ਸੰਬੋਧਨ ਕਰਦਿਆਂ ਆਗੂਆਂ ਨੇ ਕਿਹਾ ਕਿ ਇਲਾਕੇ ਦੇ ਵਿਕਾਸ ਕਾਰਜਾਂ ਵਿੱਚ ਕੋਈ ਕਸਰ ਬਾਕੀ ਨਹੀਂ ਛੱਡੀ ਜਾਵੇਗੀ। ਉਨ੍ਹਾਂ ਦੱਸਿਆ ਕਿ ਪਿੰਡਾਂ ਅਤੇ ਸ਼ਹਿਰਾਂ ਵਿੱਚ ਚੱਲ ਰਹੇ ਕੰਮ ਜਲਦ ਮੁਕੰਮਲ ਕਰ ਲਏ ਜਾਣਗੇ ਅਤੇ ਲੋਕਾਂ ਨੂੰ ਬੁਨਿਆਦੀ ਸਹੂਲਤਾਂ ਘਰ-ਘਰ ਪੁੱਜਦੀਆਂ ਕੀਤੀਆਂ ਜਾਣਗੀਆਂ। ਸਮਾਗਮ ਦੌਰਾਨ ਮੁੱਖ ਮਹਿਮਾਨਾਂ ਦਾ ਵਿਸ਼ੇਸ਼ ਸਨਮਾਨ ਕੀਤਾ ਗਿਆ ਅਤੇ ਪ੍ਰਬੰਧਕਾਂ ਨੇ ਆਏ ਹੋਏ ਮਹਿਮਾਨਾਂ ਦਾ ਧੰਨਵਾਦ ਕੀਤਾ। ਇਸ ਮੌਕੇ ਹਲਕੇ ਦੀਆਂ ਪ੍ਰਮੁੱਖ ਸ਼ਖ਼ਸੀਅਤਾਂ, ਸਮਾਜ ਸੇਵੀ ਸੰਸਥਾਵਾਂ ਦੇ ਨੁਮਾਇੰਦੇ ਅਤੇ ਵੱਡੀ ਗਿਣਤੀ ਵਿੱਚ ਪਤਵੰਤੇ ਹਾਜ਼ਰ ਸਨ।: [52, 1066, 204, 1140]
- body-text: ਇਸ ਮੌਕੇ ਸੰਬੋਧਨ ਕਰਦਿਆਂ ਆਗੂਆਂ ਨੇ ਕਿਹਾ ਕਿ ਇਲਾਕੇ ਦੇ ਵਿਕਾਸ ਕਾਰਜਾਂ ਵਿੱਚ ਕੋਈ ਕਸਰ ਬਾਕੀ ਨਹੀਂ ਛੱਡੀ ਜਾਵੇਗੀ। ਉਨ੍ਹਾਂ ਦੱਸਿਆ ਕਿ ਪਿੰਡਾਂ ਅਤੇ ਸ਼ਹਿਰਾਂ ਵਿੱਚ ਚੱਲ ਰਹੇ ਕੰਮ ਜਲਦ ਮੁਕੰਮਲ ਕਰ ਲਏ ਜਾਣਗੇ ਅਤੇ ਲੋਕਾਂ ਨੂੰ ਬੁਨਿਆਦੀ ਸਹੂਲਤਾਂ ਘਰ-ਘਰ ਪੁੱਜਦੀਆਂ ਕੀਤੀਆਂ ਜਾਣਗੀਆਂ। ਸਮਾਗਮ ਦੌਰਾਨ ਮੁੱਖ ਮਹਿਮਾਨਾਂ ਦਾ ਵਿਸ਼ੇਸ਼ ਸਨਮਾਨ ਕੀਤਾ ਗਿਆ ਅਤੇ ਪ੍ਰਬੰਧਕਾਂ ਨੇ ਆਏ ਹੋਏ ਮਹਿਮਾਨਾਂ ਦਾ ਧੰਨਵਾਦ ਕੀਤਾ। ਇਸ ਮੌਕੇ ਹਲਕੇ ਦੀਆਂ ਪ੍ਰਮੁੱਖ ਸ਼ਖ਼ਸੀਅਤਾਂ, ਸਮਾਜ ਸੇਵੀ ਸੰਸਥਾਵਾਂ ਦੇ ਨੁਮਾਇੰਦੇ ਅਤੇ ਵੱਡੀ ਗਿਣਤੀ ਵਿੱਚ ਪਤਵੰਤੇ ਹਾਜ਼ਰ ਸਨ।: [898, 166, 1131, 249]
- article-body: [681, 700, 898, 900]
- article-body: [693, 1898, 1131, 1983]
- print-registration-bar: [1376, 2387, 1512, 2404]
- bhog-name: ਸਵਰਗਵਾਸਣ ਪਰਮਜੀਤ ਕੌਰ ਗਰੇਵਾਲ: [1270, 1995, 1453, 2011]
- news-photo: [1308, 1665, 1505, 1818]
- headline: ਸੀਐਚਸੀ ਸਾਹਨੇਵਾਲ ਵਿਖੇ ਭਾਰਤੀ ਹਾਈਡ੍ਰੋਜਨੇਸ਼ਨ ਕੰਟਰੋਲ ਇਲੈਕਟ੍ਰੋਲਾਈਟ ਦੇ ਬਲਾਕ ਪੱਧਰੀ ਓਰੀਐਂਟੇਸ਼ਨ ਟ੍ਰੇਨਿੰਗ ਕੈਂਪ ਲਗਾਇਆ: [56, 1003, 358, 1054]
- photo-caption: ਸਮਾਗਮ ਦੌਰਾਨ ਹਾਜ਼ਰ ਆਗੂ, ਵਰਕਰ ਅਤੇ ਹੋਰ ਪਤਵੰਤੇ ਤਸਵੀਰ ਵਿੱਚ ਨਜ਼ਰ ਆ ਰਹੇ ਹਨ।: [428, 1469, 628, 1476]
- color-swatch: [30, 2387, 47, 2404]
- portrait-photo: [1431, 2022, 1505, 2123]
- headline: ਵਿਧਾਇਕ ਬੱਗਾ ਅਤੇ ਨਿਗਮ ਕਮਿਸ਼ਨਰ ਰਿਸ਼ੀ ਨੇ ਕੂੜੇ ਦੀ ਖੁੱਲ੍ਹੀ ਡੰਪਿੰਗ ਨੂੰ ਰੋਕਣ ਲਈ ਸਟੇਟਿਕ ਕੰਪੈਕਟਰਾਂ ਦਾ ਕੀਤਾ ਉਦਘਾਟਨ: [58, 1345, 356, 1393]
- body-text: ਲੁਧਿਆਣਾ, 9 ਫਰਵਰੀ (ਵਿਸ਼ੇਸ਼ ਪ੍ਰਤੀਨਿਧ)- ਅੱਜ ਇੱਥੇ ਵੱਖ-ਵੱਖ ਜਥੇਬੰਦੀਆਂ ਦੇ ਆਗੂਆਂ ਨੇ ਸਾਂਝੀ ਮੀਟਿੰਗ ਦੌਰਾਨ ਦੱਸਿਆ ਕਿ ਆਉਣ ਵਾਲੇ ਦਿਨਾਂ ਵਿੱਚ ਸੰਘਰਸ਼ ਨੂੰ ਹੋਰ ਤੇਜ਼ ਕੀਤਾ ਜਾਵੇਗਾ। ਇਸ ਮੌਕੇ ਵੱਡੀ ਗਿਣਤੀ ਵਿੱਚ ਵਰਕਰ ਅਤੇ ਆਗੂ ਹਾਜ਼ਰ ਸਨ। ਆਗੂਆਂ ਨੇ ਕਿਹਾ ਕਿ ਸਰਕਾਰ ਦੀਆਂ ਲੋਕ ਵਿਰੋਧੀ ਨੀਤੀਆਂ ਖ਼ਿਲਾਫ਼ ਆਵਾਜ਼ ਬੁਲੰਦ ਕੀਤੀ ਜਾਵੇਗੀ ਅਤੇ ਹੱਕਾਂ ਦੀ ਰਾਖੀ ਲਈ ਹਰ ਪੱਧਰ ਉੱਤੇ ਜੱਦੋ-ਜਹਿਦ ਜਾਰੀ ਰਹੇਗੀ। ਉਨ੍ਹਾਂ ਕਿਹਾ ਕਿ ਸਮੂਹ ਵਰਗਾਂ ਨੂੰ ਨਾਲ ਲੈ ਕੇ ਚੱਲਣ ਦੀ ਨੀਤੀ ਉੱਤੇ ਪਹਿਰਾ ਦਿੱਤਾ ਜਾਵੇਗਾ ਅਤੇ ਪਿੰਡ-ਪਿੰਡ ਜਾ ਕੇ ਲੋਕਾਂ ਨੂੰ ਲਾਮਬੰਦ ਕੀਤਾ ਜਾਵੇਗਾ। ਇਸ ਮੌਕੇ ਹੋਰਨਾਂ ਤੋਂ ਇਲਾਵਾ ਜ਼ਿਲ੍ਹਾ ਪ੍ਰਧਾਨ, ਜਨਰਲ ਸਕੱਤਰ, ਹਲਕਾ ਇੰਚਾਰਜ ਅਤੇ ਵੱਡੀ ਗਿਣਤੀ ਵਿੱਚ ਵਰਕਰ ਹਾਜ਼ਰ ਸਨ।: [905, 1988, 1131, 2046]
- body-text: ਇਸ ਮੌਕੇ ਹੋਰਨਾਂ ਤੋਂ ਇਲਾਵਾ ਗੁਰਦੀਪ ਸਿੰਘ, ਹਰਜਿੰਦਰ ਸਿੰਘ, ਬਲਵਿੰਦਰ ਕੌਰ, ਮਨਪ੍ਰੀਤ ਸਿੰਘ, ਜਸਵੀਰ ਸਿੰਘ, ਕੁਲਦੀਪ ਸਿੰਘ, ਰਾਜਿੰਦਰ ਕੁਮਾਰ, ਸੁਖਦੇਵ ਸਿੰਘ, ਅਮਰਜੀਤ ਸਿੰਘ, ਗੁਰਮੇਲ ਸਿੰਘ, ਹਰਭਜਨ ਸਿੰਘ, ਦਰਸ਼ਨ ਸਿੰਘ, ਸੁਰਜੀਤ ਸਿੰਘ ਅਤੇ ਵੱਡੀ ਗਿਣਤੀ ਵਿੱਚ ਇਲਾਕਾ ਨਿਵਾਸੀ ਹਾਜ਼ਰ ਸਨ। ਸਮਾਗਮ ਦੀ ਸਮਾਪਤੀ ਮੌਕੇ ਸਾਂਝੇ ਤੌਰ 'ਤੇ ਧੰਨਵਾਦ ਕੀਤਾ ਗਿਆ ਅਤੇ ਅਗਲੀ ਮੀਟਿੰਗ ਦਾ ਐਲਾਨ ਵੀ ਕੀਤਾ ਗਿਆ।: [1138, 1072, 1321, 1122]
- edition-date: ਸ਼ਨਿੱਚਰਵਾਰ, 10 ਫਰਵਰੀ 2024: [1098, 14, 1312, 34]
- body-text: ਆਗੂਆਂ ਨੇ ਅੱਗੇ ਕਿਹਾ ਕਿ ਲੋਕਾਂ ਦੀਆਂ ਮੁਸ਼ਕਲਾਂ ਦੇ ਹੱਲ ਲਈ ਪਹਿਲ ਦੇ ਆਧਾਰ ਉੱਤੇ ਕੰਮ ਕੀਤਾ ਜਾ ਰਿਹਾ ਹੈ। ਨੌਜਵਾਨਾਂ ਨੂੰ ਰੁਜ਼ਗਾਰ ਦੇ ਮੌਕੇ ਮੁਹੱਈਆ ਕਰਵਾਉਣ ਲਈ ਵਿਸ਼ੇਸ਼ ਉਪਰਾਲੇ ਕੀਤੇ ਜਾ ਰਹੇ ਹਨ ਅਤੇ ਸਿੱਖਿਆ ਤੇ ਸਿਹਤ ਖੇਤਰ ਵਿੱਚ ਵੱਡੇ ਸੁਧਾਰ ਕੀਤੇ ਜਾ ਰਹੇ ਹਨ। ਇਸ ਮੌਕੇ ਇਲਾਕਾ ਨਿਵਾਸੀਆਂ ਨੇ ਭਰਵਾਂ ਸਹਿਯੋਗ ਦੇਣ ਦਾ ਭਰੋਸਾ ਦਿੱਤਾ। ਅੰਤ ਵਿੱਚ ਸਮੂਹ ਹਾਜ਼ਰੀਨ ਦਾ ਧੰਨਵਾਦ ਕਰਦਿਆਂ ਅਗਲੇ ਪ੍ਰੋਗਰਾਮਾਂ ਦੀ ਰੂਪ-ਰੇਖਾ ਵੀ ਸਾਂਝੀ ਕੀਤੀ ਗਈ।: [1012, 794, 1125, 866]
- color-swatch: [143, 2387, 161, 2404]
- body-text: ਆਗੂਆਂ ਨੇ ਅੱਗੇ ਕਿਹਾ ਕਿ ਲੋਕਾਂ ਦੀਆਂ ਮੁਸ਼ਕਲਾਂ ਦੇ ਹੱਲ ਲਈ ਪਹਿਲ ਦੇ ਆਧਾਰ ਉੱਤੇ ਕੰਮ ਕੀਤਾ ਜਾ ਰਿਹਾ ਹੈ। ਨੌਜਵਾਨਾਂ ਨੂੰ ਰੁਜ਼ਗਾਰ ਦੇ ਮੌਕੇ ਮੁਹੱਈਆ ਕਰਵਾਉਣ ਲਈ ਵਿਸ਼ੇਸ਼ ਉਪਰਾਲੇ ਕੀਤੇ ਜਾ ਰਹੇ ਹਨ ਅਤੇ ਸਿੱਖਿਆ ਤੇ ਸਿਹਤ ਖੇਤਰ ਵਿੱਚ ਵੱਡੇ ਸੁਧਾਰ ਕੀਤੇ ਜਾ ਰਹੇ ਹਨ। ਇਸ ਮੌਕੇ ਇਲਾਕਾ ਨਿਵਾਸੀਆਂ ਨੇ ਭਰਵਾਂ ਸਹਿਯੋਗ ਦੇਣ ਦਾ ਭਰੋਸਾ ਦਿੱਤਾ। ਅੰਤ ਵਿੱਚ ਸਮੂਹ ਹਾਜ਼ਰੀਨ ਦਾ ਧੰਨਵਾਦ ਕਰਦਿਆਂ ਅਗਲੇ ਪ੍ਰੋਗਰਾਮਾਂ ਦੀ ਰੂਪ-ਰੇਖਾ ਵੀ ਸਾਂਝੀ ਕੀਤੀ ਗਈ।: [693, 1898, 1131, 1922]
- color-swatch: [466, 2387, 484, 2404]
- color-swatch: [504, 2387, 522, 2404]
- statement-line: ਕੇਂਦਰ ਤੇ ਸੂਬਾ ਸਰਕਾਰਾਂ: [266, 2321, 352, 2334]
- news-photo: [405, 1677, 651, 1829]
- bhog-label: ਭੋਗ 'ਤੇ ਵਿਸ਼ੇਸ਼ -: [1190, 1995, 1271, 2011]
- article-body: [52, 1985, 186, 2374]
- body-text: ਇਸ ਮੌਕੇ ਸੰਬੋਧਨ ਕਰਦਿਆਂ ਆਗੂਆਂ ਨੇ ਕਿਹਾ ਕਿ ਇਲਾਕੇ ਦੇ ਵਿਕਾਸ ਕਾਰਜਾਂ ਵਿੱਚ ਕੋਈ ਕਸਰ ਬਾਕੀ ਨਹੀਂ ਛੱਡੀ ਜਾਵੇਗੀ। ਉਨ੍ਹਾਂ ਦੱਸਿਆ ਕਿ ਪਿੰਡਾਂ ਅਤੇ ਸ਼ਹਿਰਾਂ ਵਿੱਚ ਚੱਲ ਰਹੇ ਕੰਮ ਜਲਦ ਮੁਕੰਮਲ ਕਰ ਲਏ ਜਾਣਗੇ ਅਤੇ ਲੋਕਾਂ ਨੂੰ ਬੁਨਿਆਦੀ ਸਹੂਲਤਾਂ ਘਰ-ਘਰ ਪੁੱਜਦੀਆਂ ਕੀਤੀਆਂ ਜਾਣਗੀਆਂ। ਸਮਾਗਮ ਦੌਰਾਨ ਮੁੱਖ ਮਹਿਮਾਨਾਂ ਦਾ ਵਿਸ਼ੇਸ਼ ਸਨਮਾਨ ਕੀਤਾ ਗਿਆ ਅਤੇ ਪ੍ਰਬੰਧਕਾਂ ਨੇ ਆਏ ਹੋਏ ਮਹਿਮਾਨਾਂ ਦਾ ਧੰਨਵਾਦ ਕੀਤਾ। ਇਸ ਮੌਕੇ ਹਲਕੇ ਦੀਆਂ ਪ੍ਰਮੁੱਖ ਸ਼ਖ਼ਸੀਅਤਾਂ, ਸਮਾਜ ਸੇਵੀ ਸੰਸਥਾਵਾਂ ਦੇ ਨੁਮਾਇੰਦੇ ਅਤੇ ਵੱਡੀ ਗਿਣਤੀ ਵਿੱਚ ਪਤਵੰਤੇ ਹਾਜ਼ਰ ਸਨ।: [1324, 260, 1505, 327]
- color-swatch: [812, 2387, 829, 2404]
- statement-line: ਘਾਟ: ਹੈਪੀ ਸ਼ਰਮਾ: [275, 2339, 343, 2352]
- body-text: ਲੁਧਿਆਣਾ, 9 ਫਰਵਰੀ (ਵਿਸ਼ੇਸ਼ ਪ੍ਰਤੀਨਿਧ)- ਅੱਜ ਇੱਥੇ ਵੱਖ-ਵੱਖ ਜਥੇਬੰਦੀਆਂ ਦੇ ਆਗੂਆਂ ਨੇ ਸਾਂਝੀ ਮੀਟਿੰਗ ਦੌਰਾਨ ਦੱਸਿਆ ਕਿ ਆਉਣ ਵਾਲੇ ਦਿਨਾਂ ਵਿੱਚ ਸੰਘਰਸ਼ ਨੂੰ ਹੋਰ ਤੇਜ਼ ਕੀਤਾ ਜਾਵੇਗਾ। ਇਸ ਮੌਕੇ ਵੱਡੀ ਗਿਣਤੀ ਵਿੱਚ ਵਰਕਰ ਅਤੇ ਆਗੂ ਹਾਜ਼ਰ ਸਨ। ਆਗੂਆਂ ਨੇ ਕਿਹਾ ਕਿ ਸਰਕਾਰ ਦੀਆਂ ਲੋਕ ਵਿਰੋਧੀ ਨੀਤੀਆਂ ਖ਼ਿਲਾਫ਼ ਆਵਾਜ਼ ਬੁਲੰਦ ਕੀਤੀ ਜਾਵੇਗੀ ਅਤੇ ਹੱਕਾਂ ਦੀ ਰਾਖੀ ਲਈ ਹਰ ਪੱਧਰ ਉੱਤੇ ਜੱਦੋ-ਜਹਿਦ ਜਾਰੀ ਰਹੇਗੀ। ਉਨ੍ਹਾਂ ਕਿਹਾ ਕਿ ਸਮੂਹ ਵਰਗਾਂ ਨੂੰ ਨਾਲ ਲੈ ਕੇ ਚੱਲਣ ਦੀ ਨੀਤੀ ਉੱਤੇ ਪਹਿਰਾ ਦਿੱਤਾ ਜਾਵੇਗਾ ਅਤੇ ਪਿੰਡ-ਪਿੰਡ ਜਾ ਕੇ ਲੋਕਾਂ ਨੂੰ ਲਾਮਬੰਦ ਕੀਤਾ ਜਾਵੇਗਾ। ਇਸ ਮੌਕੇ ਹੋਰਨਾਂ ਤੋਂ ਇਲਾਵਾ ਜ਼ਿਲ੍ਹਾ ਪ੍ਰਧਾਨ, ਜਨਰਲ ਸਕੱਤਰ, ਹਲਕਾ ਇੰਚਾਰਜ ਅਤੇ ਵੱਡੀ ਗਿਣਤੀ ਵਿੱਚ ਵਰਕਰ ਹਾਜ਼ਰ ਸਨ।: [819, 1737, 1131, 1787]
- body-text: ਇਸ ਮੌਕੇ ਹੋਰਨਾਂ ਤੋਂ ਇਲਾਵਾ ਗੁਰਦੀਪ ਸਿੰਘ, ਹਰਜਿੰਦਰ ਸਿੰਘ, ਬਲਵਿੰਦਰ ਕੌਰ, ਮਨਪ੍ਰੀਤ ਸਿੰਘ, ਜਸਵੀਰ ਸਿੰਘ, ਕੁਲਦੀਪ ਸਿੰਘ, ਰਾਜਿੰਦਰ ਕੁਮਾਰ, ਸੁਖਦੇਵ ਸਿੰਘ, ਅਮਰਜੀਤ ਸਿੰਘ, ਗੁਰਮੇਲ ਸਿੰਘ, ਹਰਭਜਨ ਸਿੰਘ, ਦਰਸ਼ਨ ਸਿੰਘ, ਸੁਰਜੀਤ ਸਿੰਘ ਅਤੇ ਵੱਡੀ ਗਿਣਤੀ ਵਿੱਚ ਇਲਾਕਾ ਨਿਵਾਸੀ ਹਾਜ਼ਰ ਸਨ। ਸਮਾਗਮ ਦੀ ਸਮਾਪਤੀ ਮੌਕੇ ਸਾਂਝੇ ਤੌਰ 'ਤੇ ਧੰਨਵਾਦ ਕੀਤਾ ਗਿਆ ਅਤੇ ਅਗਲੀ ਮੀਟਿੰਗ ਦਾ ਐਲਾਨ ਵੀ ਕੀਤਾ ਗਿਆ।: [1324, 1252, 1505, 1302]
- article-body: [693, 2246, 898, 2374]
- article-body: [432, 2221, 526, 2374]
- masthead-tagline: A Leading Punjabi Daily: [72, 2, 276, 13]
- article-body: [370, 166, 548, 601]
- color-swatch: [1432, 2387, 1450, 2404]
- headline: [1138, 1988, 1505, 2019]
- body-text: ਲੁਧਿਆਣਾ, 9 ਫਰਵਰੀ (ਵਿਸ਼ੇਸ਼ ਪ੍ਰਤੀਨਿਧ)- ਅੱਜ ਇੱਥੇ ਵੱਖ-ਵੱਖ ਜਥੇਬੰਦੀਆਂ ਦੇ ਆਗੂਆਂ ਨੇ ਸਾਂਝੀ ਮੀਟਿੰਗ ਦੌਰਾਨ ਦੱਸਿਆ ਕਿ ਆਉਣ ਵਾਲੇ ਦਿਨਾਂ ਵਿੱਚ ਸੰਘਰਸ਼ ਨੂੰ ਹੋਰ ਤੇਜ਼ ਕੀਤਾ ਜਾਵੇਗਾ। ਇਸ ਮੌਕੇ ਵੱਡੀ ਗਿਣਤੀ ਵਿੱਚ ਵਰਕਰ ਅਤੇ ਆਗੂ ਹਾਜ਼ਰ ਸਨ। ਆਗੂਆਂ ਨੇ ਕਿਹਾ ਕਿ ਸਰਕਾਰ ਦੀਆਂ ਲੋਕ ਵਿਰੋਧੀ ਨੀਤੀਆਂ ਖ਼ਿਲਾਫ਼ ਆਵਾਜ਼ ਬੁਲੰਦ ਕੀਤੀ ਜਾਵੇਗੀ ਅਤੇ ਹੱਕਾਂ ਦੀ ਰਾਖੀ ਲਈ ਹਰ ਪੱਧਰ ਉੱਤੇ ਜੱਦੋ-ਜਹਿਦ ਜਾਰੀ ਰਹੇਗੀ। ਉਨ੍ਹਾਂ ਕਿਹਾ ਕਿ ਸਮੂਹ ਵਰਗਾਂ ਨੂੰ ਨਾਲ ਲੈ ਕੇ ਚੱਲਣ ਦੀ ਨੀਤੀ ਉੱਤੇ ਪਹਿਰਾ ਦਿੱਤਾ ਜਾਵੇਗਾ ਅਤੇ ਪਿੰਡ-ਪਿੰਡ ਜਾ ਕੇ ਲੋਕਾਂ ਨੂੰ ਲਾਮਬੰਦ ਕੀਤਾ ਜਾਵੇਗਾ। ਇਸ ਮੌਕੇ ਹੋਰਨਾਂ ਤੋਂ ਇਲਾਵਾ ਜ਼ਿਲ੍ਹਾ ਪ੍ਰਧਾਨ, ਜਨਰਲ ਸਕੱਤਰ, ਹਲਕਾ ਇੰਚਾਰਜ ਅਤੇ ਵੱਡੀ ਗਿਣਤੀ ਵਿੱਚ ਵਰਕਰ ਹਾਜ਼ਰ ਸਨ।: [52, 1066, 362, 1149]
- body-text: ਇਸ ਮੌਕੇ ਸੰਬੋਧਨ ਕਰਦਿਆਂ ਆਗੂਆਂ ਨੇ ਕਿਹਾ ਕਿ ਇਲਾਕੇ ਦੇ ਵਿਕਾਸ ਕਾਰਜਾਂ ਵਿੱਚ ਕੋਈ ਕਸਰ ਬਾਕੀ ਨਹੀਂ ਛੱਡੀ ਜਾਵੇਗੀ। ਉਨ੍ਹਾਂ ਦੱਸਿਆ ਕਿ ਪਿੰਡਾਂ ਅਤੇ ਸ਼ਹਿਰਾਂ ਵਿੱਚ ਚੱਲ ਰਹੇ ਕੰਮ ਜਲਦ ਮੁਕੰਮਲ ਕਰ ਲਏ ਜਾਣਗੇ ਅਤੇ ਲੋਕਾਂ ਨੂੰ ਬੁਨਿਆਦੀ ਸਹੂਲਤਾਂ ਘਰ-ਘਰ ਪੁੱਜਦੀਆਂ ਕੀਤੀਆਂ ਜਾਣਗੀਆਂ। ਸਮਾਗਮ ਦੌਰਾਨ ਮੁੱਖ ਮਹਿਮਾਨਾਂ ਦਾ ਵਿਸ਼ੇਸ਼ ਸਨਮਾਨ ਕੀਤਾ ਗਿਆ ਅਤੇ ਪ੍ਰਬੰਧਕਾਂ ਨੇ ਆਏ ਹੋਏ ਮਹਿਮਾਨਾਂ ਦਾ ਧੰਨਵਾਦ ਕੀਤਾ। ਇਸ ਮੌਕੇ ਹਲਕੇ ਦੀਆਂ ਪ੍ਰਮੁੱਖ ਸ਼ਖ਼ਸੀਅਤਾਂ, ਸਮਾਜ ਸੇਵੀ ਸੰਸਥਾਵਾਂ ਦੇ ਨੁਮਾਇੰਦੇ ਅਤੇ ਵੱਡੀ ਗਿਣਤੀ ਵਿੱਚ ਪਤਵੰਤੇ ਹਾਜ਼ਰ ਸਨ।: [1311, 690, 1505, 749]
- color-swatch: [774, 2387, 791, 2404]
- body-text: ਇਸ ਮੌਕੇ ਸੰਬੋਧਨ ਕਰਦਿਆਂ ਆਗੂਆਂ ਨੇ ਕਿਹਾ ਕਿ ਇਲਾਕੇ ਦੇ ਵਿਕਾਸ ਕਾਰਜਾਂ ਵਿੱਚ ਕੋਈ ਕਸਰ ਬਾਕੀ ਨਹੀਂ ਛੱਡੀ ਜਾਵੇਗੀ। ਉਨ੍ਹਾਂ ਦੱਸਿਆ ਕਿ ਪਿੰਡਾਂ ਅਤੇ ਸ਼ਹਿਰਾਂ ਵਿੱਚ ਚੱਲ ਰਹੇ ਕੰਮ ਜਲਦ ਮੁਕੰਮਲ ਕਰ ਲਏ ਜਾਣਗੇ ਅਤੇ ਲੋਕਾਂ ਨੂੰ ਬੁਨਿਆਦੀ ਸਹੂਲਤਾਂ ਘਰ-ਘਰ ਪੁੱਜਦੀਆਂ ਕੀਤੀਆਂ ਜਾਣਗੀਆਂ। ਸਮਾਗਮ ਦੌਰਾਨ ਮੁੱਖ ਮਹਿਮਾਨਾਂ ਦਾ ਵਿਸ਼ੇਸ਼ ਸਨਮਾਨ ਕੀਤਾ ਗਿਆ ਅਤੇ ਪ੍ਰਬੰਧਕਾਂ ਨੇ ਆਏ ਹੋਏ ਮਹਿਮਾਨਾਂ ਦਾ ਧੰਨਵਾਦ ਕੀਤਾ। ਇਸ ਮੌਕੇ ਹਲਕੇ ਦੀਆਂ ਪ੍ਰਮੁੱਖ ਸ਼ਖ਼ਸੀਅਤਾਂ, ਸਮਾਜ ਸੇਵੀ ਸੰਸਥਾਵਾਂ ਦੇ ਨੁਮਾਇੰਦੇ ਅਤੇ ਵੱਡੀ ਗਿਣਤੀ ਵਿੱਚ ਪਤਵੰਤੇ ਹਾਜ਼ਰ ਸਨ।: [52, 832, 362, 873]
- headline: ਪ੍ਰਧਾਨ ਅਲਕਾ ਲਾਂਬਾ ਦਾ ਚੰਡੀਗੜ੍ਹ ਪਹੁੰਚਣ ਤੇ ਪੰਜਾਬ ਪ੍ਰਦੇਸ਼ ਮਹਿਲਾ ਕਾਂਗਰਸ ਵੱਲੋਂ ਭਰਵਾਂ ਸਵਾਗਤ : ਸੁਖਾ ਸਕੱਤਰ ਗਰਚਾ: [60, 65, 355, 118]
- body-text: ਇਸ ਮੌਕੇ ਸੰਬੋਧਨ ਕਰਦਿਆਂ ਆਗੂਆਂ ਨੇ ਕਿਹਾ ਕਿ ਇਲਾਕੇ ਦੇ ਵਿਕਾਸ ਕਾਰਜਾਂ ਵਿੱਚ ਕੋਈ ਕਸਰ ਬਾਕੀ ਨਹੀਂ ਛੱਡੀ ਜਾਵੇਗੀ। ਉਨ੍ਹਾਂ ਦੱਸਿਆ ਕਿ ਪਿੰਡਾਂ ਅਤੇ ਸ਼ਹਿਰਾਂ ਵਿੱਚ ਚੱਲ ਰਹੇ ਕੰਮ ਜਲਦ ਮੁਕੰਮਲ ਕਰ ਲਏ ਜਾਣਗੇ ਅਤੇ ਲੋਕਾਂ ਨੂੰ ਬੁਨਿਆਦੀ ਸਹੂਲਤਾਂ ਘਰ-ਘਰ ਪੁੱਜਦੀਆਂ ਕੀਤੀਆਂ ਜਾਣਗੀਆਂ। ਸਮਾਗਮ ਦੌਰਾਨ ਮੁੱਖ ਮਹਿਮਾਨਾਂ ਦਾ ਵਿਸ਼ੇਸ਼ ਸਨਮਾਨ ਕੀਤਾ ਗਿਆ ਅਤੇ ਪ੍ਰਬੰਧਕਾਂ ਨੇ ਆਏ ਹੋਏ ਮਹਿਮਾਨਾਂ ਦਾ ਧੰਨਵਾਦ ਕੀਤਾ। ਇਸ ਮੌਕੇ ਹਲਕੇ ਦੀਆਂ ਪ੍ਰਮੁੱਖ ਸ਼ਖ਼ਸੀਅਤਾਂ, ਸਮਾਜ ਸੇਵੀ ਸੰਸਥਾਵਾਂ ਦੇ ਨੁਮਾਇੰਦੇ ਅਤੇ ਵੱਡੀ ਗਿਣਤੀ ਵਿੱਚ ਪਤਵੰਤੇ ਹਾਜ਼ਰ ਸਨ।: [693, 2246, 898, 2305]
- statement-line: ਲੋਕ ਸਭਾ ਚੋਣਾਂ: [282, 2260, 336, 2272]
- body-text: ਇਸ ਮੌਕੇ ਸੰਬੋਧਨ ਕਰਦਿਆਂ ਆਗੂਆਂ ਨੇ ਕਿਹਾ ਕਿ ਇਲਾਕੇ ਦੇ ਵਿਕਾਸ ਕਾਰਜਾਂ ਵਿੱਚ ਕੋਈ ਕਸਰ ਬਾਕੀ ਨਹੀਂ ਛੱਡੀ ਜਾਵੇਗੀ। ਉਨ੍ਹਾਂ ਦੱਸਿਆ ਕਿ ਪਿੰਡਾਂ ਅਤੇ ਸ਼ਹਿਰਾਂ ਵਿੱਚ ਚੱਲ ਰਹੇ ਕੰਮ ਜਲਦ ਮੁਕੰਮਲ ਕਰ ਲਏ ਜਾਣਗੇ ਅਤੇ ਲੋਕਾਂ ਨੂੰ ਬੁਨਿਆਦੀ ਸਹੂਲਤਾਂ ਘਰ-ਘਰ ਪੁੱਜਦੀਆਂ ਕੀਤੀਆਂ ਜਾਣਗੀਆਂ। ਸਮਾਗਮ ਦੌਰਾਨ ਮੁੱਖ ਮਹਿਮਾਨਾਂ ਦਾ ਵਿਸ਼ੇਸ਼ ਸਨਮਾਨ ਕੀਤਾ ਗਿਆ ਅਤੇ ਪ੍ਰਬੰਧਕਾਂ ਨੇ ਆਏ ਹੋਏ ਮਹਿਮਾਨਾਂ ਦਾ ਧੰਨਵਾਦ ਕੀਤਾ। ਇਸ ਮੌਕੇ ਹਲਕੇ ਦੀਆਂ ਪ੍ਰਮੁੱਖ ਸ਼ਖ਼ਸੀਅਤਾਂ, ਸਮਾਜ ਸੇਵੀ ਸੰਸਥਾਵਾਂ ਦੇ ਨੁਮਾਇੰਦੇ ਅਤੇ ਵੱਡੀ ਗਿਣਤੀ ਵਿੱਚ ਪਤਵੰਤੇ ਹਾਜ਼ਰ ਸਨ।: [52, 2077, 186, 2170]
- body-text: ਇਸ ਮੌਕੇ ਸੰਬੋਧਨ ਕਰਦਿਆਂ ਆਗੂਆਂ ਨੇ ਕਿਹਾ ਕਿ ਇਲਾਕੇ ਦੇ ਵਿਕਾਸ ਕਾਰਜਾਂ ਵਿੱਚ ਕੋਈ ਕਸਰ ਬਾਕੀ ਨਹੀਂ ਛੱਡੀ ਜਾਵੇਗੀ। ਉਨ੍ਹਾਂ ਦੱਸਿਆ ਕਿ ਪਿੰਡਾਂ ਅਤੇ ਸ਼ਹਿਰਾਂ ਵਿੱਚ ਚੱਲ ਰਹੇ ਕੰਮ ਜਲਦ ਮੁਕੰਮਲ ਕਰ ਲਏ ਜਾਣਗੇ ਅਤੇ ਲੋਕਾਂ ਨੂੰ ਬੁਨਿਆਦੀ ਸਹੂਲਤਾਂ ਘਰ-ਘਰ ਪੁੱਜਦੀਆਂ ਕੀਤੀਆਂ ਜਾਣਗੀਆਂ। ਸਮਾਗਮ ਦੌਰਾਨ ਮੁੱਖ ਮਹਿਮਾਨਾਂ ਦਾ ਵਿਸ਼ੇਸ਼ ਸਨਮਾਨ ਕੀਤਾ ਗਿਆ ਅਤੇ ਪ੍ਰਬੰਧਕਾਂ ਨੇ ਆਏ ਹੋਏ ਮਹਿਮਾਨਾਂ ਦਾ ਧੰਨਵਾਦ ਕੀਤਾ। ਇਸ ਮੌਕੇ ਹਲਕੇ ਦੀਆਂ ਪ੍ਰਮੁੱਖ ਸ਼ਖ਼ਸੀਅਤਾਂ, ਸਮਾਜ ਸੇਵੀ ਸੰਸਥਾਵਾਂ ਦੇ ਨੁਮਾਇੰਦੇ ਅਤੇ ਵੱਡੀ ਗਿਣਤੀ ਵਿੱਚ ਪਤਵੰਤੇ ਹਾਜ਼ਰ ਸਨ।: [370, 1545, 685, 1586]
- body-text: ਲੁਧਿਆਣਾ, 9 ਫਰਵਰੀ (ਵਿਸ਼ੇਸ਼ ਪ੍ਰਤੀਨਿਧ)- ਅੱਜ ਇੱਥੇ ਵੱਖ-ਵੱਖ ਜਥੇਬੰਦੀਆਂ ਦੇ ਆਗੂਆਂ ਨੇ ਸਾਂਝੀ ਮੀਟਿੰਗ ਦੌਰਾਨ ਦੱਸਿਆ ਕਿ ਆਉਣ ਵਾਲੇ ਦਿਨਾਂ ਵਿੱਚ ਸੰਘਰਸ਼ ਨੂੰ ਹੋਰ ਤੇਜ਼ ਕੀਤਾ ਜਾਵੇਗਾ। ਇਸ ਮੌਕੇ ਵੱਡੀ ਗਿਣਤੀ ਵਿੱਚ ਵਰਕਰ ਅਤੇ ਆਗੂ ਹਾਜ਼ਰ ਸਨ। ਆਗੂਆਂ ਨੇ ਕਿਹਾ ਕਿ ਸਰਕਾਰ ਦੀਆਂ ਲੋਕ ਵਿਰੋਧੀ ਨੀਤੀਆਂ ਖ਼ਿਲਾਫ਼ ਆਵਾਜ਼ ਬੁਲੰਦ ਕੀਤੀ ਜਾਵੇਗੀ ਅਤੇ ਹੱਕਾਂ ਦੀ ਰਾਖੀ ਲਈ ਹਰ ਪੱਧਰ ਉੱਤੇ ਜੱਦੋ-ਜਹਿਦ ਜਾਰੀ ਰਹੇਗੀ। ਉਨ੍ਹਾਂ ਕਿਹਾ ਕਿ ਸਮੂਹ ਵਰਗਾਂ ਨੂੰ ਨਾਲ ਲੈ ਕੇ ਚੱਲਣ ਦੀ ਨੀਤੀ ਉੱਤੇ ਪਹਿਰਾ ਦਿੱਤਾ ਜਾਵੇਗਾ ਅਤੇ ਪਿੰਡ-ਪਿੰਡ ਜਾ ਕੇ ਲੋਕਾਂ ਨੂੰ ਲਾਮਬੰਦ ਕੀਤਾ ਜਾਵੇਗਾ। ਇਸ ਮੌਕੇ ਹੋਰਨਾਂ ਤੋਂ ਇਲਾਵਾ ਜ਼ਿਲ੍ਹਾ ਪ੍ਰਧਾਨ, ਜਨਰਲ ਸਕੱਤਰ, ਹਲਕਾ ਇੰਚਾਰਜ ਅਤੇ ਵੱਡੀ ਗਿਣਤੀ ਵਿੱਚ ਵਰਕਰ ਹਾਜ਼ਰ ਸਨ।: [370, 166, 548, 240]
- body-text: ਲੁਧਿਆਣਾ, 9 ਫਰਵਰੀ (ਵਿਸ਼ੇਸ਼ ਪ੍ਰਤੀਨਿਧ)- ਅੱਜ ਇੱਥੇ ਵੱਖ-ਵੱਖ ਜਥੇਬੰਦੀਆਂ ਦੇ ਆਗੂਆਂ ਨੇ ਸਾਂਝੀ ਮੀਟਿੰਗ ਦੌਰਾਨ ਦੱਸਿਆ ਕਿ ਆਉਣ ਵਾਲੇ ਦਿਨਾਂ ਵਿੱਚ ਸੰਘਰਸ਼ ਨੂੰ ਹੋਰ ਤੇਜ਼ ਕੀਤਾ ਜਾਵੇਗਾ। ਇਸ ਮੌਕੇ ਵੱਡੀ ਗਿਣਤੀ ਵਿੱਚ ਵਰਕਰ ਅਤੇ ਆਗੂ ਹਾਜ਼ਰ ਸਨ। ਆਗੂਆਂ ਨੇ ਕਿਹਾ ਕਿ ਸਰਕਾਰ ਦੀਆਂ ਲੋਕ ਵਿਰੋਧੀ ਨੀਤੀਆਂ ਖ਼ਿਲਾਫ਼ ਆਵਾਜ਼ ਬੁਲੰਦ ਕੀਤੀ ਜਾਵੇਗੀ ਅਤੇ ਹੱਕਾਂ ਦੀ ਰਾਖੀ ਲਈ ਹਰ ਪੱਧਰ ਉੱਤੇ ਜੱਦੋ-ਜਹਿਦ ਜਾਰੀ ਰਹੇਗੀ। ਉਨ੍ਹਾਂ ਕਿਹਾ ਕਿ ਸਮੂਹ ਵਰਗਾਂ ਨੂੰ ਨਾਲ ਲੈ ਕੇ ਚੱਲਣ ਦੀ ਨੀਤੀ ਉੱਤੇ ਪਹਿਰਾ ਦਿੱਤਾ ਜਾਵੇਗਾ ਅਤੇ ਪਿੰਡ-ਪਿੰਡ ਜਾ ਕੇ ਲੋਕਾਂ ਨੂੰ ਲਾਮਬੰਦ ਕੀਤਾ ਜਾਵੇਗਾ। ਇਸ ਮੌਕੇ ਹੋਰਨਾਂ ਤੋਂ ਇਲਾਵਾ ਜ਼ਿਲ੍ਹਾ ਪ੍ਰਧਾਨ, ਜਨਰਲ ਸਕੱਤਰ, ਹਲਕਾ ਇੰਚਾਰਜ ਅਤੇ ਵੱਡੀ ਗਿਣਤੀ ਵਿੱਚ ਵਰਕਰ ਹਾਜ਼ਰ ਸਨ।: [1138, 1219, 1318, 1293]
- statement-box: [191, 2221, 427, 2374]
- color-swatch: [1470, 2387, 1488, 2404]
- article-body: [52, 358, 362, 602]
- color-swatch: [124, 2387, 142, 2404]
- body-text: ਆਗੂਆਂ ਨੇ ਅੱਗੇ ਕਿਹਾ ਕਿ ਲੋਕਾਂ ਦੀਆਂ ਮੁਸ਼ਕਲਾਂ ਦੇ ਹੱਲ ਲਈ ਪਹਿਲ ਦੇ ਆਧਾਰ ਉੱਤੇ ਕੰਮ ਕੀਤਾ ਜਾ ਰਿਹਾ ਹੈ। ਨੌਜਵਾਨਾਂ ਨੂੰ ਰੁਜ਼ਗਾਰ ਦੇ ਮੌਕੇ ਮੁਹੱਈਆ ਕਰਵਾਉਣ ਲਈ ਵਿਸ਼ੇਸ਼ ਉਪਰਾਲੇ ਕੀਤੇ ਜਾ ਰਹੇ ਹਨ ਅਤੇ ਸਿੱਖਿਆ ਤੇ ਸਿਹਤ ਖੇਤਰ ਵਿੱਚ ਵੱਡੇ ਸੁਧਾਰ ਕੀਤੇ ਜਾ ਰਹੇ ਹਨ। ਇਸ ਮੌਕੇ ਇਲਾਕਾ ਨਿਵਾਸੀਆਂ ਨੇ ਭਰਵਾਂ ਸਹਿਯੋਗ ਦੇਣ ਦਾ ਭਰੋਸਾ ਦਿੱਤਾ। ਅੰਤ ਵਿੱਚ ਸਮੂਹ ਹਾਜ਼ਰੀਨ ਦਾ ਧੰਨਵਾਦ ਕਰਦਿਆਂ ਅਗਲੇ ਪ੍ਰੋਗਰਾਮਾਂ ਦੀ ਰੂਪ-ਰੇਖਾ ਵੀ ਸਾਂਝੀ ਕੀਤੀ ਗਈ।: [681, 700, 898, 741]
- body-text: ਇਸ ਮੌਕੇ ਸੰਬੋਧਨ ਕਰਦਿਆਂ ਆਗੂਆਂ ਨੇ ਕਿਹਾ ਕਿ ਇਲਾਕੇ ਦੇ ਵਿਕਾਸ ਕਾਰਜਾਂ ਵਿੱਚ ਕੋਈ ਕਸਰ ਬਾਕੀ ਨਹੀਂ ਛੱਡੀ ਜਾਵੇਗੀ। ਉਨ੍ਹਾਂ ਦੱਸਿਆ ਕਿ ਪਿੰਡਾਂ ਅਤੇ ਸ਼ਹਿਰਾਂ ਵਿੱਚ ਚੱਲ ਰਹੇ ਕੰਮ ਜਲਦ ਮੁਕੰਮਲ ਕਰ ਲਏ ਜਾਣਗੇ ਅਤੇ ਲੋਕਾਂ ਨੂੰ ਬੁਨਿਆਦੀ ਸਹੂਲਤਾਂ ਘਰ-ਘਰ ਪੁੱਜਦੀਆਂ ਕੀਤੀਆਂ ਜਾਣਗੀਆਂ। ਸਮਾਗਮ ਦੌਰਾਨ ਮੁੱਖ ਮਹਿਮਾਨਾਂ ਦਾ ਵਿਸ਼ੇਸ਼ ਸਨਮਾਨ ਕੀਤਾ ਗਿਆ ਅਤੇ ਪ੍ਰਬੰਧਕਾਂ ਨੇ ਆਏ ਹੋਏ ਮਹਿਮਾਨਾਂ ਦਾ ਧੰਨਵਾਦ ਕੀਤਾ। ਇਸ ਮੌਕੇ ਹਲਕੇ ਦੀਆਂ ਪ੍ਰਮੁੱਖ ਸ਼ਖ਼ਸੀਅਤਾਂ, ਸਮਾਜ ਸੇਵੀ ਸੰਸਥਾਵਾਂ ਦੇ ਨੁਮਾਇੰਦੇ ਅਤੇ ਵੱਡੀ ਗਿਣਤੀ ਵਿੱਚ ਪਤਵੰਤੇ ਹਾਜ਼ਰ ਸਨ।: [903, 1034, 1131, 1084]
- color-swatch: [106, 2387, 123, 2404]
- headline: ਸਪੀਕਰ ਸੰਧਵਾਂ ਨੇ ਗਤਕਾ ਮੁਕਾਬਲੇ ਵਿੱਚ ਗੋਲਡ ਮੈਡਲ ਪ੍ਰਾਪਤ ਕਰਨ ਵਾਲੀ ਵਿਦਿਆਰਥਣ ਨੂੰ ਦਿੱਤੀ ਵਧਾਈ: [909, 733, 1125, 776]
- body-text: ਆਗੂਆਂ ਨੇ ਅੱਗੇ ਕਿਹਾ ਕਿ ਲੋਕਾਂ ਦੀਆਂ ਮੁਸ਼ਕਲਾਂ ਦੇ ਹੱਲ ਲਈ ਪਹਿਲ ਦੇ ਆਧਾਰ ਉੱਤੇ ਕੰਮ ਕੀਤਾ ਜਾ ਰਿਹਾ ਹੈ। ਨੌਜਵਾਨਾਂ ਨੂੰ ਰੁਜ਼ਗਾਰ ਦੇ ਮੌਕੇ ਮੁਹੱਈਆ ਕਰਵਾਉਣ ਲਈ ਵਿਸ਼ੇਸ਼ ਉਪਰਾਲੇ ਕੀਤੇ ਜਾ ਰਹੇ ਹਨ ਅਤੇ ਸਿੱਖਿਆ ਤੇ ਸਿਹਤ ਖੇਤਰ ਵਿੱਚ ਵੱਡੇ ਸੁਧਾਰ ਕੀਤੇ ਜਾ ਰਹੇ ਹਨ। ਇਸ ਮੌਕੇ ਇਲਾਕਾ ਨਿਵਾਸੀਆਂ ਨੇ ਭਰਵਾਂ ਸਹਿਯੋਗ ਦੇਣ ਦਾ ਭਰੋਸਾ ਦਿੱਤਾ। ਅੰਤ ਵਿੱਚ ਸਮੂਹ ਹਾਜ਼ਰੀਨ ਦਾ ਧੰਨਵਾਦ ਕਰਦਿਆਂ ਅਗਲੇ ਪ੍ਰੋਗਰਾਮਾਂ ਦੀ ਰੂਪ-ਰੇਖਾ ਵੀ ਸਾਂਝੀ ਕੀਤੀ ਗਈ।: [1138, 2022, 1426, 2056]
- body-text: ਲੁਧਿਆਣਾ, 9 ਫਰਵਰੀ (ਵਿਸ਼ੇਸ਼ ਪ੍ਰਤੀਨਿਧ)- ਅੱਜ ਇੱਥੇ ਵੱਖ-ਵੱਖ ਜਥੇਬੰਦੀਆਂ ਦੇ ਆਗੂਆਂ ਨੇ ਸਾਂਝੀ ਮੀਟਿੰਗ ਦੌਰਾਨ ਦੱਸਿਆ ਕਿ ਆਉਣ ਵਾਲੇ ਦਿਨਾਂ ਵਿੱਚ ਸੰਘਰਸ਼ ਨੂੰ ਹੋਰ ਤੇਜ਼ ਕੀਤਾ ਜਾਵੇਗਾ। ਇਸ ਮੌਕੇ ਵੱਡੀ ਗਿਣਤੀ ਵਿੱਚ ਵਰਕਰ ਅਤੇ ਆਗੂ ਹਾਜ਼ਰ ਸਨ। ਆਗੂਆਂ ਨੇ ਕਿਹਾ ਕਿ ਸਰਕਾਰ ਦੀਆਂ ਲੋਕ ਵਿਰੋਧੀ ਨੀਤੀਆਂ ਖ਼ਿਲਾਫ਼ ਆਵਾਜ਼ ਬੁਲੰਦ ਕੀਤੀ ਜਾਵੇਗੀ ਅਤੇ ਹੱਕਾਂ ਦੀ ਰਾਖੀ ਲਈ ਹਰ ਪੱਧਰ ਉੱਤੇ ਜੱਦੋ-ਜਹਿਦ ਜਾਰੀ ਰਹੇਗੀ। ਉਨ੍ਹਾਂ ਕਿਹਾ ਕਿ ਸਮੂਹ ਵਰਗਾਂ ਨੂੰ ਨਾਲ ਲੈ ਕੇ ਚੱਲਣ ਦੀ ਨੀਤੀ ਉੱਤੇ ਪਹਿਰਾ ਦਿੱਤਾ ਜਾਵੇਗਾ ਅਤੇ ਪਿੰਡ-ਪਿੰਡ ਜਾ ਕੇ ਲੋਕਾਂ ਨੂੰ ਲਾਮਬੰਦ ਕੀਤਾ ਜਾਵੇਗਾ। ਇਸ ਮੌਕੇ ਹੋਰਨਾਂ ਤੋਂ ਇਲਾਵਾ ਜ਼ਿਲ੍ਹਾ ਪ੍ਰਧਾਨ, ਜਨਰਲ ਸਕੱਤਰ, ਹਲਕਾ ਇੰਚਾਰਜ ਅਤੇ ਵੱਡੀ ਗਿਣਤੀ ਵਿੱਚ ਵਰਕਰ ਹਾਜ਼ਰ ਸਨ।: [693, 1163, 1131, 1196]
- article-body: [1138, 2126, 1505, 2376]
- masthead-rule: [0, 49, 1512, 51]
- photo-caption: ਸਮਾਗਮ ਦੌਰਾਨ ਹਾਜ਼ਰ ਆਗੂ, ਵਰਕਰ ਅਤੇ ਹੋਰ ਪਤਵੰਤੇ ਤਸਵੀਰ ਵਿੱਚ ਨਜ਼ਰ ਆ ਰਹੇ ਹਨ।: [258, 2201, 459, 2208]
- print-registration-bar: [755, 2387, 829, 2404]
- print-registration-bar: [11, 2387, 161, 2404]
- article-body: [903, 1034, 1131, 1107]
- body-text: ਆਗੂਆਂ ਨੇ ਅੱਗੇ ਕਿਹਾ ਕਿ ਲੋਕਾਂ ਦੀਆਂ ਮੁਸ਼ਕਲਾਂ ਦੇ ਹੱਲ ਲਈ ਪਹਿਲ ਦੇ ਆਧਾਰ ਉੱਤੇ ਕੰਮ ਕੀਤਾ ਜਾ ਰਿਹਾ ਹੈ। ਨੌਜਵਾਨਾਂ ਨੂੰ ਰੁਜ਼ਗਾਰ ਦੇ ਮੌਕੇ ਮੁਹੱਈਆ ਕਰਵਾਉਣ ਲਈ ਵਿਸ਼ੇਸ਼ ਉਪਰਾਲੇ ਕੀਤੇ ਜਾ ਰਹੇ ਹਨ ਅਤੇ ਸਿੱਖਿਆ ਤੇ ਸਿਹਤ ਖੇਤਰ ਵਿੱਚ ਵੱਡੇ ਸੁਧਾਰ ਕੀਤੇ ਜਾ ਰਹੇ ਹਨ। ਇਸ ਮੌਕੇ ਇਲਾਕਾ ਨਿਵਾਸੀਆਂ ਨੇ ਭਰਵਾਂ ਸਹਿਯੋਗ ਦੇਣ ਦਾ ਭਰੋਸਾ ਦਿੱਤਾ। ਅੰਤ ਵਿੱਚ ਸਮੂਹ ਹਾਜ਼ਰੀਨ ਦਾ ਧੰਨਵਾਦ ਕਰਦਿਆਂ ਅਗਲੇ ਪ੍ਰੋਗਰਾਮਾਂ ਦੀ ਰੂਪ-ਰੇਖਾ ਵੀ ਸਾਂਝੀ ਕੀਤੀ ਗਈ।: [370, 233, 548, 292]
- article-body: [202, 659, 362, 829]
- news-photo: [693, 1737, 813, 1895]
- news-photo: [693, 1988, 898, 2177]
- body-text: ਆਗੂਆਂ ਨੇ ਅੱਗੇ ਕਿਹਾ ਕਿ ਲੋਕਾਂ ਦੀਆਂ ਮੁਸ਼ਕਲਾਂ ਦੇ ਹੱਲ ਲਈ ਪਹਿਲ ਦੇ ਆਧਾਰ ਉੱਤੇ ਕੰਮ ਕੀਤਾ ਜਾ ਰਿਹਾ ਹੈ। ਨੌਜਵਾਨਾਂ ਨੂੰ ਰੁਜ਼ਗਾਰ ਦੇ ਮੌਕੇ ਮੁਹੱਈਆ ਕਰਵਾਉਣ ਲਈ ਵਿਸ਼ੇਸ਼ ਉਪਰਾਲੇ ਕੀਤੇ ਜਾ ਰਹੇ ਹਨ ਅਤੇ ਸਿੱਖਿਆ ਤੇ ਸਿਹਤ ਖੇਤਰ ਵਿੱਚ ਵੱਡੇ ਸੁਧਾਰ ਕੀਤੇ ਜਾ ਰਹੇ ਹਨ। ਇਸ ਮੌਕੇ ਇਲਾਕਾ ਨਿਵਾਸੀਆਂ ਨੇ ਭਰਵਾਂ ਸਹਿਯੋਗ ਦੇਣ ਦਾ ਭਰੋਸਾ ਦਿੱਤਾ। ਅੰਤ ਵਿੱਚ ਸਮੂਹ ਹਾਜ਼ਰੀਨ ਦਾ ਧੰਨਵਾਦ ਕਰਦਿਆਂ ਅਗਲੇ ਪ੍ਰੋਗਰਾਮਾਂ ਦੀ ਰੂਪ-ਰੇਖਾ ਵੀ ਸਾਂਝੀ ਕੀਤੀ ਗਈ।: [1020, 1293, 1131, 1376]
- print-registration-bar: [466, 2387, 541, 2404]
- color-swatch: [11, 2387, 28, 2404]
- news-photo: [52, 659, 197, 829]
- body-text: ਇਸ ਮੌਕੇ ਸੰਬੋਧਨ ਕਰਦਿਆਂ ਆਗੂਆਂ ਨੇ ਕਿਹਾ ਕਿ ਇਲਾਕੇ ਦੇ ਵਿਕਾਸ ਕਾਰਜਾਂ ਵਿੱਚ ਕੋਈ ਕਸਰ ਬਾਕੀ ਨਹੀਂ ਛੱਡੀ ਜਾਵੇਗੀ। ਉਨ੍ਹਾਂ ਦੱਸਿਆ ਕਿ ਪਿੰਡਾਂ ਅਤੇ ਸ਼ਹਿਰਾਂ ਵਿੱਚ ਚੱਲ ਰਹੇ ਕੰਮ ਜਲਦ ਮੁਕੰਮਲ ਕਰ ਲਏ ਜਾਣਗੇ ਅਤੇ ਲੋਕਾਂ ਨੂੰ ਬੁਨਿਆਦੀ ਸਹੂਲਤਾਂ ਘਰ-ਘਰ ਪੁੱਜਦੀਆਂ ਕੀਤੀਆਂ ਜਾਣਗੀਆਂ। ਸਮਾਗਮ ਦੌਰਾਨ ਮੁੱਖ ਮਹਿਮਾਨਾਂ ਦਾ ਵਿਸ਼ੇਸ਼ ਸਨਮਾਨ ਕੀਤਾ ਗਿਆ ਅਤੇ ਪ੍ਰਬੰਧਕਾਂ ਨੇ ਆਏ ਹੋਏ ਮਹਿਮਾਨਾਂ ਦਾ ਧੰਨਵਾਦ ਕੀਤਾ। ਇਸ ਮੌਕੇ ਹਲਕੇ ਦੀਆਂ ਪ੍ਰਮੁੱਖ ਸ਼ਖ਼ਸੀਅਤਾਂ, ਸਮਾਜ ਸੇਵੀ ਸੰਸਥਾਵਾਂ ਦੇ ਨੁਮਾਇੰਦੇ ਅਤੇ ਵੱਡੀ ਗਿਣਤੀ ਵਿੱਚ ਪਤਵੰਤੇ ਹਾਜ਼ਰ ਸਨ।: [432, 2221, 526, 2338]
- news-photo: [1325, 1072, 1505, 1214]
- body-text: ਲੁਧਿਆਣਾ, 9 ਫਰਵਰੀ (ਵਿਸ਼ੇਸ਼ ਪ੍ਰਤੀਨਿਧ)- ਅੱਜ ਇੱਥੇ ਵੱਖ-ਵੱਖ ਜਥੇਬੰਦੀਆਂ ਦੇ ਆਗੂਆਂ ਨੇ ਸਾਂਝੀ ਮੀਟਿੰਗ ਦੌਰਾਨ ਦੱਸਿਆ ਕਿ ਆਉਣ ਵਾਲੇ ਦਿਨਾਂ ਵਿੱਚ ਸੰਘਰਸ਼ ਨੂੰ ਹੋਰ ਤੇਜ਼ ਕੀਤਾ ਜਾਵੇਗਾ। ਇਸ ਮੌਕੇ ਵੱਡੀ ਗਿਣਤੀ ਵਿੱਚ ਵਰਕਰ ਅਤੇ ਆਗੂ ਹਾਜ਼ਰ ਸਨ। ਆਗੂਆਂ ਨੇ ਕਿਹਾ ਕਿ ਸਰਕਾਰ ਦੀਆਂ ਲੋਕ ਵਿਰੋਧੀ ਨੀਤੀਆਂ ਖ਼ਿਲਾਫ਼ ਆਵਾਜ਼ ਬੁਲੰਦ ਕੀਤੀ ਜਾਵੇਗੀ ਅਤੇ ਹੱਕਾਂ ਦੀ ਰਾਖੀ ਲਈ ਹਰ ਪੱਧਰ ਉੱਤੇ ਜੱਦੋ-ਜਹਿਦ ਜਾਰੀ ਰਹੇਗੀ। ਉਨ੍ਹਾਂ ਕਿਹਾ ਕਿ ਸਮੂਹ ਵਰਗਾਂ ਨੂੰ ਨਾਲ ਲੈ ਕੇ ਚੱਲਣ ਦੀ ਨੀਤੀ ਉੱਤੇ ਪਹਿਰਾ ਦਿੱਤਾ ਜਾਵੇਗਾ ਅਤੇ ਪਿੰਡ-ਪਿੰਡ ਜਾ ਕੇ ਲੋਕਾਂ ਨੂੰ ਲਾਮਬੰਦ ਕੀਤਾ ਜਾਵੇਗਾ। ਇਸ ਮੌਕੇ ਹੋਰਨਾਂ ਤੋਂ ਇਲਾਵਾ ਜ਼ਿਲ੍ਹਾ ਪ੍ਰਧਾਨ, ਜਨਰਲ ਸਕੱਤਰ, ਹਲਕਾ ਇੰਚਾਰਜ ਅਤੇ ਵੱਡੀ ਗਿਣਤੀ ਵਿੱਚ ਵਰਕਰ ਹਾਜ਼ਰ ਸਨ।: [52, 1985, 186, 2085]
- body-text: ਲੁਧਿਆਣਾ, 9 ਫਰਵਰੀ (ਵਿਸ਼ੇਸ਼ ਪ੍ਰਤੀਨਿਧ)- ਅੱਜ ਇੱਥੇ ਵੱਖ-ਵੱਖ ਜਥੇਬੰਦੀਆਂ ਦੇ ਆਗੂਆਂ ਨੇ ਸਾਂਝੀ ਮੀਟਿੰਗ ਦੌਰਾਨ ਦੱਸਿਆ ਕਿ ਆਉਣ ਵਾਲੇ ਦਿਨਾਂ ਵਿੱਚ ਸੰਘਰਸ਼ ਨੂੰ ਹੋਰ ਤੇਜ਼ ਕੀਤਾ ਜਾਵੇਗਾ। ਇਸ ਮੌਕੇ ਵੱਡੀ ਗਿਣਤੀ ਵਿੱਚ ਵਰਕਰ ਅਤੇ ਆਗੂ ਹਾਜ਼ਰ ਸਨ। ਆਗੂਆਂ ਨੇ ਕਿਹਾ ਕਿ ਸਰਕਾਰ ਦੀਆਂ ਲੋਕ ਵਿਰੋਧੀ ਨੀਤੀਆਂ ਖ਼ਿਲਾਫ਼ ਆਵਾਜ਼ ਬੁਲੰਦ ਕੀਤੀ ਜਾਵੇਗੀ ਅਤੇ ਹੱਕਾਂ ਦੀ ਰਾਖੀ ਲਈ ਹਰ ਪੱਧਰ ਉੱਤੇ ਜੱਦੋ-ਜਹਿਦ ਜਾਰੀ ਰਹੇਗੀ। ਉਨ੍ਹਾਂ ਕਿਹਾ ਕਿ ਸਮੂਹ ਵਰਗਾਂ ਨੂੰ ਨਾਲ ਲੈ ਕੇ ਚੱਲਣ ਦੀ ਨੀਤੀ ਉੱਤੇ ਪਹਿਰਾ ਦਿੱਤਾ ਜਾਵੇਗਾ ਅਤੇ ਪਿੰਡ-ਪਿੰਡ ਜਾ ਕੇ ਲੋਕਾਂ ਨੂੰ ਲਾਮਬੰਦ ਕੀਤਾ ਜਾਵੇਗਾ। ਇਸ ਮੌਕੇ ਹੋਰਨਾਂ ਤੋਂ ਇਲਾਵਾ ਜ਼ਿਲ੍ਹਾ ਪ੍ਰਧਾਨ, ਜਨਰਲ ਸਕੱਤਰ, ਹਲਕਾ ਇੰਚਾਰਜ ਅਤੇ ਵੱਡੀ ਗਿਣਤੀ ਵਿੱਚ ਵਰਕਰ ਹਾਜ਼ਰ ਸਨ।: [52, 358, 362, 433]
- arrow-icon: ◄: [305, 2242, 313, 2254]
- body-text: ਲੁਧਿਆਣਾ, 9 ਫਰਵਰੀ (ਵਿਸ਼ੇਸ਼ ਪ੍ਰਤੀਨਿਧ)- ਅੱਜ ਇੱਥੇ ਵੱਖ-ਵੱਖ ਜਥੇਬੰਦੀਆਂ ਦੇ ਆਗੂਆਂ ਨੇ ਸਾਂਝੀ ਮੀਟਿੰਗ ਦੌਰਾਨ ਦੱਸਿਆ ਕਿ ਆਉਣ ਵਾਲੇ ਦਿਨਾਂ ਵਿੱਚ ਸੰਘਰਸ਼ ਨੂੰ ਹੋਰ ਤੇਜ਼ ਕੀਤਾ ਜਾਵੇਗਾ। ਇਸ ਮੌਕੇ ਵੱਡੀ ਗਿਣਤੀ ਵਿੱਚ ਵਰਕਰ ਅਤੇ ਆਗੂ ਹਾਜ਼ਰ ਸਨ। ਆਗੂਆਂ ਨੇ ਕਿਹਾ ਕਿ ਸਰਕਾਰ ਦੀਆਂ ਲੋਕ ਵਿਰੋਧੀ ਨੀਤੀਆਂ ਖ਼ਿਲਾਫ਼ ਆਵਾਜ਼ ਬੁਲੰਦ ਕੀਤੀ ਜਾਵੇਗੀ ਅਤੇ ਹੱਕਾਂ ਦੀ ਰਾਖੀ ਲਈ ਹਰ ਪੱਧਰ ਉੱਤੇ ਜੱਦੋ-ਜਹਿਦ ਜਾਰੀ ਰਹੇਗੀ। ਉਨ੍ਹਾਂ ਕਿਹਾ ਕਿ ਸਮੂਹ ਵਰਗਾਂ ਨੂੰ ਨਾਲ ਲੈ ਕੇ ਚੱਲਣ ਦੀ ਨੀਤੀ ਉੱਤੇ ਪਹਿਰਾ ਦਿੱਤਾ ਜਾਵੇਗਾ ਅਤੇ ਪਿੰਡ-ਪਿੰਡ ਜਾ ਕੇ ਲੋਕਾਂ ਨੂੰ ਲਾਮਬੰਦ ਕੀਤਾ ਜਾਵੇਗਾ। ਇਸ ਮੌਕੇ ਹੋਰਨਾਂ ਤੋਂ ਇਲਾਵਾ ਜ਼ਿਲ੍ਹਾ ਪ੍ਰਧਾਨ, ਜਨਰਲ ਸਕੱਤਰ, ਹਲਕਾ ਇੰਚਾਰਜ ਅਤੇ ਵੱਡੀ ਗਿਣਤੀ ਵਿੱਚ ਵਰਕਰ ਹਾਜ਼ਰ ਸਨ।: [52, 1638, 362, 1713]
- body-text: ਆਗੂਆਂ ਨੇ ਅੱਗੇ ਕਿਹਾ ਕਿ ਲੋਕਾਂ ਦੀਆਂ ਮੁਸ਼ਕਲਾਂ ਦੇ ਹੱਲ ਲਈ ਪਹਿਲ ਦੇ ਆਧਾਰ ਉੱਤੇ ਕੰਮ ਕੀਤਾ ਜਾ ਰਿਹਾ ਹੈ। ਨੌਜਵਾਨਾਂ ਨੂੰ ਰੁਜ਼ਗਾਰ ਦੇ ਮੌਕੇ ਮੁਹੱਈਆ ਕਰਵਾਉਣ ਲਈ ਵਿਸ਼ੇਸ਼ ਉਪਰਾਲੇ ਕੀਤੇ ਜਾ ਰਹੇ ਹਨ ਅਤੇ ਸਿੱਖਿਆ ਤੇ ਸਿਹਤ ਖੇਤਰ ਵਿੱਚ ਵੱਡੇ ਸੁਧਾਰ ਕੀਤੇ ਜਾ ਰਹੇ ਹਨ। ਇਸ ਮੌਕੇ ਇਲਾਕਾ ਨਿਵਾਸੀਆਂ ਨੇ ਭਰਵਾਂ ਸਹਿਯੋਗ ਦੇਣ ਦਾ ਭਰੋਸਾ ਦਿੱਤਾ। ਅੰਤ ਵਿੱਚ ਸਮੂਹ ਹਾਜ਼ਰੀਨ ਦਾ ਧੰਨਵਾਦ ਕਰਦਿਆਂ ਅਗਲੇ ਪ੍ਰੋਗਰਾਮਾਂ ਦੀ ਰੂਪ-ਰੇਖਾ ਵੀ ਸਾਂਝੀ ਕੀਤੀ ਗਈ।: [531, 1985, 684, 2043]
- photo-caption: ਮੀਟਿੰਗ ਦੌਰਾਨ ਵਿਚਾਰਾਂ ਸਾਂਝੀਆਂ ਕਰਦੇ ਹੋਏ ਆਗੂ ਅਤੇ ਹੋਰ ਪਤਵੰਤੇ।: [451, 1830, 604, 1837]
- body-text: ਇਸ ਮੌਕੇ ਹੋਰਨਾਂ ਤੋਂ ਇਲਾਵਾ ਗੁਰਦੀਪ ਸਿੰਘ, ਹਰਜਿੰਦਰ ਸਿੰਘ, ਬਲਵਿੰਦਰ ਕੌਰ, ਮਨਪ੍ਰੀਤ ਸਿੰਘ, ਜਸਵੀਰ ਸਿੰਘ, ਕੁਲਦੀਪ ਸਿੰਘ, ਰਾਜਿੰਦਰ ਕੁਮਾਰ, ਸੁਖਦੇਵ ਸਿੰਘ, ਅਮਰਜੀਤ ਸਿੰਘ, ਗੁਰਮੇਲ ਸਿੰਘ, ਹਰਭਜਨ ਸਿੰਘ, ਦਰਸ਼ਨ ਸਿੰਘ, ਸੁਰਜੀਤ ਸਿੰਘ ਅਤੇ ਵੱਡੀ ਗਿਣਤੀ ਵਿੱਚ ਇਲਾਕਾ ਨਿਵਾਸੀ ਹਾਜ਼ਰ ਸਨ। ਸਮਾਗਮ ਦੀ ਸਮਾਪਤੀ ਮੌਕੇ ਸਾਂਝੇ ਤੌਰ 'ਤੇ ਧੰਨਵਾਦ ਕੀਤਾ ਗਿਆ ਅਤੇ ਅਗਲੀ ਮੀਟਿੰਗ ਦਾ ਐਲਾਨ ਵੀ ਕੀਤਾ ਗਿਆ।: [905, 2038, 1131, 2080]
- headline: ਜੈ ਸ਼੍ਰੀ ਰਾਮ ਜੀ ਦੇ ਜੈਕਾਰਿਆਂ ਨਾਲ ਲੁਧਿਆਣਾ ਦਾ ਰੇਲਵੇ ਸਟੇਸ਼ਨ ਗੂੰਜ ਉੱਠਿਆ: [1150, 623, 1492, 668]
- news-photo: [388, 1300, 668, 1468]
- article-body: [1138, 1665, 1303, 1818]
- color-swatch: [68, 2387, 85, 2404]
- body-text: ਆਗੂਆਂ ਨੇ ਅੱਗੇ ਕਿਹਾ ਕਿ ਲੋਕਾਂ ਦੀਆਂ ਮੁਸ਼ਕਲਾਂ ਦੇ ਹੱਲ ਲਈ ਪਹਿਲ ਦੇ ਆਧਾਰ ਉੱਤੇ ਕੰਮ ਕੀਤਾ ਜਾ ਰਿਹਾ ਹੈ। ਨੌਜਵਾਨਾਂ ਨੂੰ ਰੁਜ਼ਗਾਰ ਦੇ ਮੌਕੇ ਮੁਹੱਈਆ ਕਰਵਾਉਣ ਲਈ ਵਿਸ਼ੇਸ਼ ਉਪਰਾਲੇ ਕੀਤੇ ਜਾ ਰਹੇ ਹਨ ਅਤੇ ਸਿੱਖਿਆ ਤੇ ਸਿਹਤ ਖੇਤਰ ਵਿੱਚ ਵੱਡੇ ਸੁਧਾਰ ਕੀਤੇ ਜਾ ਰਹੇ ਹਨ। ਇਸ ਮੌਕੇ ਇਲਾਕਾ ਨਿਵਾਸੀਆਂ ਨੇ ਭਰਵਾਂ ਸਹਿਯੋਗ ਦੇਣ ਦਾ ਭਰੋਸਾ ਦਿੱਤਾ। ਅੰਤ ਵਿੱਚ ਸਮੂਹ ਹਾਜ਼ਰੀਨ ਦਾ ਧੰਨਵਾਦ ਕਰਦਿਆਂ ਅਗਲੇ ਪ੍ਰੋਗਰਾਮਾਂ ਦੀ ਰੂਪ-ਰੇਖਾ ਵੀ ਸਾਂਝੀ ਕੀਤੀ ਗਈ।: [553, 454, 893, 487]
- body-text: ਇਸ ਮੌਕੇ ਹੋਰਨਾਂ ਤੋਂ ਇਲਾਵਾ ਗੁਰਦੀਪ ਸਿੰਘ, ਹਰਜਿੰਦਰ ਸਿੰਘ, ਬਲਵਿੰਦਰ ਕੌਰ, ਮਨਪ੍ਰੀਤ ਸਿੰਘ, ਜਸਵੀਰ ਸਿੰਘ, ਕੁਲਦੀਪ ਸਿੰਘ, ਰਾਜਿੰਦਰ ਕੁਮਾਰ, ਸੁਖਦੇਵ ਸਿੰਘ, ਅਮਰਜੀਤ ਸਿੰਘ, ਗੁਰਮੇਲ ਸਿੰਘ, ਹਰਭਜਨ ਸਿੰਘ, ਦਰਸ਼ਨ ਸਿੰਘ, ਸੁਰਜੀਤ ਸਿੰਘ ਅਤੇ ਵੱਡੀ ਗਿਣਤੀ ਵਿੱਚ ਇਲਾਕਾ ਨਿਵਾਸੀ ਹਾਜ਼ਰ ਸਨ। ਸਮਾਗਮ ਦੀ ਸਮਾਪਤੀ ਮੌਕੇ ਸਾਂਝੇ ਤੌਰ 'ਤੇ ਧੰਨਵਾਦ ਕੀਤਾ ਗਿਆ ਅਤੇ ਅਗਲੀ ਮੀਟਿੰਗ ਦਾ ਐਲਾਨ ਵੀ ਕੀਤਾ ਗਿਆ।: [1018, 173, 1131, 249]
- article-body: [1138, 1219, 1505, 1608]
- color-swatch: [49, 2387, 66, 2404]
- body-text: ਇਸ ਮੌਕੇ ਸੰਬੋਧਨ ਕਰਦਿਆਂ ਆਗੂਆਂ ਨੇ ਕਿਹਾ ਕਿ ਇਲਾਕੇ ਦੇ ਵਿਕਾਸ ਕਾਰਜਾਂ ਵਿੱਚ ਕੋਈ ਕਸਰ ਬਾਕੀ ਨਹੀਂ ਛੱਡੀ ਜਾਵੇਗੀ। ਉਨ੍ਹਾਂ ਦੱਸਿਆ ਕਿ ਪਿੰਡਾਂ ਅਤੇ ਸ਼ਹਿਰਾਂ ਵਿੱਚ ਚੱਲ ਰਹੇ ਕੰਮ ਜਲਦ ਮੁਕੰਮਲ ਕਰ ਲਏ ਜਾਣਗੇ ਅਤੇ ਲੋਕਾਂ ਨੂੰ ਬੁਨਿਆਦੀ ਸਹੂਲਤਾਂ ਘਰ-ਘਰ ਪੁੱਜਦੀਆਂ ਕੀਤੀਆਂ ਜਾਣਗੀਆਂ। ਸਮਾਗਮ ਦੌਰਾਨ ਮੁੱਖ ਮਹਿਮਾਨਾਂ ਦਾ ਵਿਸ਼ੇਸ਼ ਸਨਮਾਨ ਕੀਤਾ ਗਿਆ ਅਤੇ ਪ੍ਰਬੰਧਕਾਂ ਨੇ ਆਏ ਹੋਏ ਮਹਿਮਾਨਾਂ ਦਾ ਧੰਨਵਾਦ ਕੀਤਾ। ਇਸ ਮੌਕੇ ਹਲਕੇ ਦੀਆਂ ਪ੍ਰਮੁੱਖ ਸ਼ਖ਼ਸੀਅਤਾਂ, ਸਮਾਜ ਸੇਵੀ ਸੰਸਥਾਵਾਂ ਦੇ ਨੁਮਾਇੰਦੇ ਅਤੇ ਵੱਡੀ ਗਿਣਤੀ ਵਿੱਚ ਪਤਵੰਤੇ ਹਾਜ਼ਰ ਸਨ।: [548, 924, 898, 973]
- news-photo: [693, 1293, 897, 1680]
- subheadline: 16 ਫਰਵਰੀ ਦਾ 'ਗ੍ਰਾਮੀਣ ਭਾਰਤ ਬੰਦ' ਮੋਦੀ ਦਾ ਭਾਰਤ ਵਿਰੋਧੀ ਚਿਹਰਾ ਦੁਨੀਆਂ ਭਰ ਵਿੱਚ ਨੰਗਾ ਕਰੇਗਾ - ਐਸ. ਕੇ. ਐਮ.: [459, 141, 1042, 157]
